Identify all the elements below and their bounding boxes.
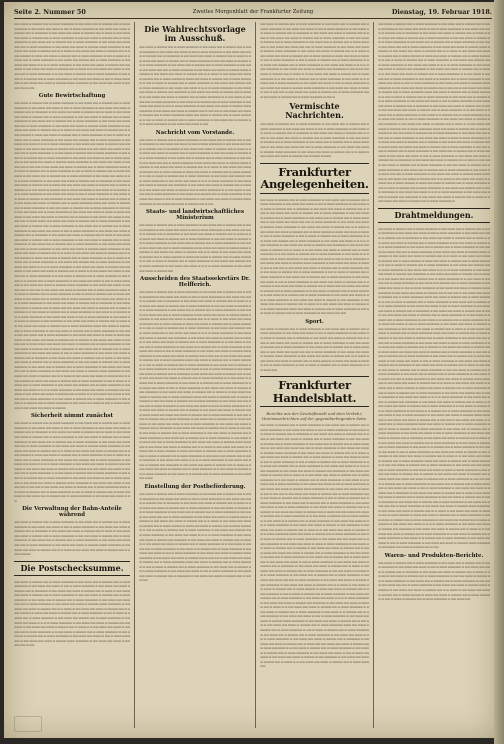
- section-heading: Gute Bewirtschaftung: [38, 93, 106, 100]
- column-rule: [373, 22, 374, 728]
- article-text: ▬▬ ▬▬▬ ▬ ▬▬▬▬ ▬▬ ▬ ▬▬▬ ▬▬▬▬▬ ▬ ▬▬ ▬▬▬ ▬▬ ▬ ▬▬▬▬ ▬▬ ▬ ▬▬▬ ▬▬▬▬▬ ▬ ▬▬ ▬▬▬ ▬▬ ▬▬▬ ▬ ▬▬ ▬ ▬▬▬ ▬▬▬▬▬ ▬ ▬▬ ▬▬▬ ▬▬ ▬▬▬ ▬ ▬▬▬▬ ▬▬ ▬ ▬▬▬▬▬ ▬ ▬▬ ▬▬▬ ▬▬ ▬▬▬ ▬ ▬▬▬▬ ▬▬ ▬ ▬▬▬ ▬ ▬▬ ▬▬▬ ▬▬ ▬▬▬ ▬ ▬▬▬▬ ▬▬ ▬ ▬▬▬ ▬▬▬▬▬ ▬ ▬▬ ▬▬ ▬▬▬ ▬ ▬▬▬▬ ▬▬ ▬ ▬▬▬ ▬▬▬▬▬ ▬ ▬▬ ▬▬▬ ▬▬ ▬ ▬▬▬▬ ▬▬ ▬ ▬▬▬ ▬▬▬▬▬ ▬ ▬▬ ▬▬▬ ▬▬ ▬▬▬ ▬▬ ▬▬ ▬ ▬▬▬ ▬▬▬▬▬ ▬ ▬▬ ▬▬▬ ▬▬ ▬▬▬ ▬ ▬▬▬▬ ▬▬▬ ▬▬▬▬▬ ▬ ▬▬ ▬▬▬ ▬▬ ▬▬▬ ▬ ▬▬▬▬ ▬▬ ▬ ▬ ▬▬▬ ▬ ▬▬ ▬▬▬ ▬▬ ▬▬▬ ▬ ▬▬▬▬ ▬▬ ▬ ▬▬▬ ▬▬▬▬ ▬ ▬▬▬ ▬▬ ▬▬▬ ▬ ▬▬▬▬ ▬▬ ▬ ▬▬▬ ▬▬▬▬▬ ▬ ▬▬ ▬ ▬▬▬ ▬ ▬▬▬▬ ▬▬ ▬ ▬▬▬ ▬▬▬▬▬ ▬ ▬▬ ▬▬▬ ▬▬ ▬▬▬▬ ▬▬ ▬ ▬▬▬ ▬▬▬▬▬ ▬ ▬▬ ▬▬▬ ▬▬ ▬▬▬ ▬ ▬ ▬ ▬ ▬▬▬ ▬▬▬▬▬ ▬ ▬▬ ▬▬▬ ▬▬ ▬▬▬ ▬ ▬▬▬▬ ▬▬ ▬▬▬▬▬ ▬ ▬▬ ▬▬▬ ▬▬ ▬▬▬ ▬ ▬▬▬▬ ▬▬ ▬ ▬▬▬ ▬ ▬ ▬▬ ▬▬▬ ▬▬ ▬▬▬ ▬ ▬▬▬▬ ▬▬ ▬ ▬▬▬ ▬▬▬▬▬ ▬ ▬ ▬▬ ▬▬▬ ▬ ▬▬▬▬ ▬▬ ▬ ▬▬▬ ▬▬▬▬▬ ▬ ▬▬ ▬▬▬ ▬ ▬ ▬▬▬▬ ▬▬ ▬ ▬▬▬ ▬▬▬▬▬ ▬ ▬▬ ▬▬▬ ▬▬ ▬▬▬ ▬ ▬▬ ▬ ▬▬▬ ▬▬▬▬▬ ▬ ▬▬ ▬▬▬ ▬▬ ▬▬▬ ▬ ▬▬▬▬ ▬▬▬ ▬▬▬▬▬ ▬ ▬▬ ▬▬▬ ▬▬ ▬▬▬ ▬ ▬▬▬▬ ▬▬ ▬ ▬▬ ▬▬ ▬ ▬▬ ▬▬▬ ▬▬ ▬▬▬ ▬ ▬▬▬▬ ▬▬ ▬ ▬▬▬ ▬▬▬▬▬ ▬▬▬ ▬▬ ▬▬▬ ▬ ▬▬▬▬ ▬▬ ▬ ▬▬▬ ▬▬▬▬▬ ▬ ▬▬ ▬ ▬▬▬ ▬ ▬▬▬▬ ▬▬ ▬ ▬▬▬ ▬▬▬▬▬ ▬ ▬▬ ▬▬▬ ▬▬ ▬ ▬▬▬▬ ▬▬ ▬ ▬▬▬ ▬▬▬▬▬ ▬ ▬▬ ▬▬▬ ▬▬ ▬▬▬ ▬ ▬▬ ▬ ▬▬▬ ▬▬▬▬▬ ▬ ▬▬ ▬▬▬ ▬▬ ▬▬▬ ▬ ▬▬▬▬ ▬▬ ▬ ▬▬▬▬▬ ▬ ▬▬ ▬▬▬ ▬▬ ▬▬▬ ▬ ▬▬▬▬ ▬▬ ▬ ▬▬▬ ▬▬ ▬▬ ▬▬▬ ▬▬ ▬▬▬ ▬ ▬▬▬▬ ▬▬ ▬ ▬▬▬ ▬▬▬▬▬ ▬ ▬ ▬▬ ▬▬▬ ▬ ▬▬▬▬ ▬▬ ▬ ▬▬▬ ▬▬▬▬▬ ▬ ▬▬ ▬▬▬ ▬ ▬ ▬▬▬▬ ▬▬ ▬ ▬▬▬ ▬▬▬▬▬ ▬ ▬▬ ▬▬▬ ▬▬ ▬▬▬ ▬ ▬▬ ▬ ▬▬▬ ▬▬▬▬▬ ▬ ▬▬ ▬▬▬ ▬▬ ▬▬▬ ▬ ▬▬▬▬ ▬ ▬▬ ▬▬▬▬▬ ▬ ▬▬ ▬▬▬ ▬▬ ▬▬▬ ▬ ▬▬▬▬ ▬▬ ▬ ▬▬▬ ▬ ▬ ▬▬ ▬▬▬ ▬▬ ▬▬▬ ▬ ▬▬▬▬ ▬▬ ▬ ▬▬▬ ▬▬▬▬▬ ▬▬▬ ▬▬ ▬▬▬ ▬ ▬▬▬▬ ▬▬ ▬ ▬▬▬ ▬▬▬▬▬ ▬ ▬▬ ▬▬ ▬▬▬ ▬ ▬▬▬▬ ▬▬ ▬ ▬▬▬ ▬▬▬▬▬ ▬ ▬▬ ▬▬▬ ▬▬ ▬▬ ▬▬▬ ▬▬ ▬ ▬▬▬ ▬▬▬▬▬ ▬ ▬▬ ▬▬▬ ▬▬ ▬▬▬ ▬ ▬▬▬ ▬ ▬▬▬ ▬▬▬▬▬ ▬ ▬▬ ▬▬▬ ▬▬ ▬▬▬ ▬ ▬▬▬▬ ▬▬ ▬ ▬▬▬▬ ▬ ▬▬ ▬▬▬ ▬▬ ▬▬▬ ▬ ▬▬▬▬ ▬▬ ▬ ▬▬▬ ▬▬▬ ▬▬ ▬▬▬ ▬▬ ▬▬▬ ▬ ▬▬▬▬ ▬▬ ▬ ▬▬▬ ▬▬▬▬▬ ▬ ▬▬ ▬▬ ▬▬▬ ▬ ▬▬▬▬ ▬▬ ▬ ▬▬▬ ▬▬▬▬▬ ▬ ▬▬ ▬▬▬ ▬▬ ▬ ▬▬▬▬ ▬▬ ▬ ▬▬▬ ▬▬▬▬▬ ▬ ▬▬ ▬▬▬ ▬▬ ▬▬▬ ▬ ▬▬ ▬ ▬▬▬ ▬▬▬▬▬ ▬ ▬▬ ▬▬▬ ▬▬ ▬▬▬ ▬ ▬▬▬▬ ▬▬ ▬ ▬▬▬▬▬ ▬ ▬▬ ▬▬▬ ▬▬ ▬▬▬ ▬ ▬▬▬▬ ▬▬ ▬ ▬▬▬ ▬ ▬▬ ▬▬▬ ▬▬ ▬▬▬ ▬ ▬▬▬▬ ▬▬ ▬ ▬▬▬ ▬▬▬▬▬ ▬ ▬▬ ▬▬ ▬▬▬ ▬ ▬▬▬▬ ▬▬ ▬ ▬▬▬ ▬▬▬▬▬ ▬ ▬▬ ▬▬▬ ▬▬ ▬ ▬▬▬▬ ▬▬ ▬ ▬▬▬ ▬▬▬▬▬ ▬ ▬▬ ▬▬▬ ▬▬ ▬▬▬ ▬▬ ▬▬ ▬ ▬▬▬ ▬▬▬▬▬ ▬ ▬▬ ▬▬▬ ▬▬ ▬▬▬ ▬ ▬▬▬▬ ▬▬▬ ▬▬▬▬▬ ▬ ▬▬ ▬▬▬ ▬▬ ▬▬▬ ▬ ▬▬▬▬ ▬▬ ▬ ▬ ▬▬▬ ▬ ▬▬ ▬▬▬ ▬▬ ▬▬▬ ▬ ▬▬▬▬ ▬▬ ▬ ▬▬▬ ▬▬▬▬ ▬ ▬▬▬ ▬▬ ▬▬▬ ▬ ▬▬▬▬ ▬▬ ▬ ▬▬▬ ▬▬▬▬▬ ▬ ▬▬ ▬ ▬▬▬ ▬ ▬▬▬▬ ▬▬ ▬ ▬▬▬ ▬▬▬▬▬ ▬ ▬▬ ▬▬▬ ▬▬ ▬▬▬▬ ▬▬ ▬ ▬▬▬ ▬▬▬▬▬ ▬ ▬▬ ▬▬▬ ▬▬ ▬▬▬ ▬ ▬ ▬ ▬ ▬▬▬ ▬▬▬▬▬ ▬ ▬▬ ▬▬▬ ▬▬ ▬▬▬ ▬ ▬▬▬▬ ▬▬ ▬▬▬▬▬ ▬ ▬▬ ▬▬▬ ▬▬ ▬▬▬ ▬ ▬▬▬▬ ▬▬ ▬ ▬▬▬ ▬ ▬ ▬▬ ▬▬▬ ▬▬ ▬▬▬ ▬ ▬▬▬▬ ▬▬ ▬ ▬▬▬ ▬▬▬▬▬ ▬ ▬ ▬▬ ▬▬▬ ▬ ▬▬▬▬ ▬▬ ▬ ▬▬▬ ▬▬▬▬▬ ▬ ▬▬ ▬▬▬ ▬ ▬ ▬▬▬▬ ▬▬ ▬ ▬▬▬ ▬▬▬▬▬ ▬ ▬▬ ▬▬▬ ▬▬ ▬▬▬: [139, 290, 251, 481]
- article-text: ▬▬ ▬▬▬ ▬ ▬▬▬▬ ▬▬ ▬ ▬▬▬ ▬▬▬▬▬ ▬ ▬▬ ▬▬▬ ▬▬ ▬ ▬▬▬▬ ▬▬ ▬ ▬▬▬ ▬▬▬▬▬ ▬ ▬▬ ▬▬▬ ▬▬ ▬▬▬ ▬ ▬▬ ▬ ▬▬▬ ▬▬▬▬▬ ▬ ▬▬ ▬▬▬ ▬▬ ▬▬▬ ▬ ▬▬▬▬ ▬▬ ▬ ▬▬▬▬▬ ▬ ▬▬ ▬▬▬ ▬▬ ▬▬▬ ▬ ▬▬▬▬ ▬▬ ▬ ▬▬▬ ▬ ▬▬ ▬▬▬ ▬▬ ▬▬▬ ▬ ▬▬▬▬ ▬▬ ▬ ▬▬▬ ▬▬▬▬▬ ▬ ▬▬ ▬▬ ▬▬▬ ▬ ▬▬▬▬ ▬▬ ▬ ▬▬▬ ▬▬▬▬▬ ▬ ▬▬ ▬▬▬ ▬▬ ▬ ▬▬▬▬ ▬▬ ▬ ▬▬▬ ▬▬▬▬▬ ▬ ▬▬ ▬▬▬ ▬▬ ▬▬▬ ▬▬ ▬▬ ▬ ▬▬▬ ▬▬▬▬▬ ▬ ▬▬ ▬▬▬ ▬▬ ▬▬▬ ▬ ▬▬▬▬ ▬▬▬ ▬▬▬▬▬ ▬ ▬▬ ▬▬▬ ▬▬ ▬▬▬ ▬ ▬▬▬▬ ▬▬ ▬ ▬ ▬▬▬ ▬ ▬▬ ▬▬▬ ▬▬ ▬▬▬ ▬ ▬▬▬▬ ▬▬ ▬ ▬▬▬ ▬▬▬▬: [14, 520, 130, 557]
- section-heading: Einstellung der Postbeförderung.: [144, 484, 246, 491]
- article-text: ▬▬ ▬▬▬ ▬ ▬▬▬▬ ▬▬ ▬ ▬▬▬ ▬▬▬▬▬ ▬ ▬▬ ▬▬▬ ▬▬ ▬ ▬▬▬▬ ▬▬ ▬ ▬▬▬ ▬▬▬▬▬ ▬ ▬▬ ▬▬▬ ▬▬ ▬▬▬ ▬ ▬▬ ▬ ▬▬▬ ▬▬▬▬▬ ▬ ▬▬ ▬▬▬ ▬▬ ▬▬▬ ▬ ▬▬▬▬ ▬▬ ▬ ▬▬▬▬▬ ▬ ▬▬ ▬▬▬ ▬▬ ▬▬▬ ▬ ▬▬▬▬ ▬▬ ▬ ▬▬▬ ▬ ▬▬ ▬▬▬ ▬▬ ▬▬▬ ▬ ▬▬▬▬ ▬▬ ▬ ▬▬▬ ▬▬▬▬▬ ▬ ▬▬ ▬▬ ▬▬▬ ▬ ▬▬▬▬ ▬▬ ▬ ▬▬▬ ▬▬▬▬▬ ▬ ▬▬ ▬▬▬ ▬▬ ▬ ▬▬▬▬ ▬▬ ▬ ▬▬▬ ▬▬▬▬▬ ▬ ▬▬ ▬▬▬ ▬▬ ▬▬▬ ▬▬ ▬▬ ▬ ▬▬▬ ▬▬▬▬▬ ▬ ▬▬ ▬▬▬ ▬▬ ▬▬▬ ▬ ▬▬▬▬ ▬▬▬ ▬▬▬▬▬ ▬ ▬▬ ▬▬▬ ▬▬ ▬▬▬ ▬ ▬▬▬▬ ▬▬ ▬ ▬ ▬▬▬ ▬ ▬▬ ▬▬▬ ▬▬ ▬▬▬ ▬ ▬▬▬▬ ▬▬ ▬ ▬▬▬ ▬▬▬▬: [260, 122, 369, 159]
- section-subtitle: Berichte aus der Geschäftswelt und dem Verkehr; Vereinsnachrichten auf der gegenüberliegenden Seite.: [261, 411, 368, 422]
- paper-stain: [14, 716, 42, 732]
- article-headline: Drahtmeldungen.: [378, 208, 490, 223]
- article-text: ▬▬ ▬▬▬ ▬ ▬▬▬▬ ▬▬ ▬ ▬▬▬ ▬▬▬▬▬ ▬ ▬▬ ▬▬▬ ▬▬ ▬ ▬▬▬▬ ▬▬ ▬ ▬▬▬ ▬▬▬▬▬ ▬ ▬▬ ▬▬▬ ▬▬ ▬▬▬ ▬ ▬▬ ▬ ▬▬▬ ▬▬▬▬▬ ▬ ▬▬ ▬▬▬ ▬▬ ▬▬▬ ▬ ▬▬▬▬ ▬▬ ▬ ▬▬▬▬▬ ▬ ▬▬ ▬▬▬ ▬▬ ▬▬▬ ▬ ▬▬▬▬ ▬▬ ▬ ▬▬▬ ▬ ▬▬ ▬▬▬ ▬▬ ▬▬▬ ▬ ▬▬▬▬ ▬▬ ▬ ▬▬▬ ▬▬▬▬▬ ▬ ▬▬ ▬▬ ▬▬▬ ▬ ▬▬▬▬ ▬▬ ▬ ▬▬▬ ▬▬▬▬▬ ▬ ▬▬ ▬▬▬ ▬▬ ▬ ▬▬▬▬ ▬▬ ▬ ▬▬▬ ▬▬▬▬▬ ▬ ▬▬ ▬▬▬ ▬▬ ▬▬▬ ▬▬ ▬▬ ▬ ▬▬▬ ▬▬▬▬▬ ▬ ▬▬ ▬▬▬ ▬▬ ▬▬▬ ▬ ▬▬▬▬ ▬▬▬ ▬▬▬▬▬ ▬ ▬▬ ▬▬▬ ▬▬ ▬▬▬ ▬ ▬▬▬▬ ▬▬ ▬ ▬ ▬▬▬ ▬ ▬▬ ▬▬▬ ▬▬ ▬▬▬ ▬ ▬▬▬▬ ▬▬ ▬ ▬▬▬ ▬▬▬▬ ▬ ▬▬▬ ▬▬ ▬▬▬ ▬ ▬▬▬▬ ▬▬ ▬ ▬▬▬ ▬▬▬▬▬ ▬ ▬▬ ▬ ▬▬▬ ▬ ▬▬▬▬ ▬▬ ▬ ▬▬▬ ▬▬▬▬▬ ▬ ▬▬ ▬▬▬ ▬▬ ▬▬▬▬ ▬▬ ▬ ▬▬▬ ▬▬▬▬▬ ▬ ▬▬ ▬▬▬ ▬▬ ▬▬▬ ▬ ▬ ▬ ▬ ▬▬▬ ▬▬▬▬▬ ▬ ▬▬ ▬▬▬ ▬▬ ▬▬▬ ▬ ▬▬▬▬ ▬▬ ▬▬▬▬▬ ▬ ▬▬ ▬▬▬ ▬▬ ▬▬▬ ▬ ▬▬▬▬ ▬▬ ▬ ▬▬▬ ▬ ▬ ▬▬ ▬▬▬ ▬▬ ▬▬▬ ▬ ▬▬▬▬ ▬▬ ▬ ▬▬▬ ▬▬▬▬▬ ▬ ▬ ▬▬ ▬▬▬ ▬ ▬▬▬▬ ▬▬ ▬ ▬▬▬ ▬▬▬▬▬ ▬ ▬▬ ▬▬▬ ▬ ▬ ▬▬▬▬ ▬▬ ▬ ▬▬▬ ▬▬▬▬▬ ▬ ▬▬ ▬▬▬ ▬▬ ▬▬▬ ▬ ▬▬ ▬ ▬▬▬ ▬▬▬▬▬ ▬ ▬▬ ▬▬▬ ▬▬ ▬▬▬ ▬ ▬▬▬▬ ▬▬▬ ▬▬▬▬▬ ▬ ▬▬ ▬▬▬ ▬▬ ▬▬▬ ▬ ▬▬▬▬ ▬▬ ▬ ▬▬ ▬▬ ▬ ▬▬ ▬▬▬ ▬▬ ▬▬▬ ▬ ▬▬▬▬ ▬▬ ▬ ▬▬▬ ▬▬▬▬▬ ▬▬▬ ▬▬ ▬▬▬ ▬ ▬▬▬▬ ▬▬ ▬ ▬▬▬ ▬▬▬▬▬ ▬ ▬▬ ▬ ▬▬▬ ▬ ▬▬▬▬ ▬▬ ▬ ▬▬▬ ▬▬▬▬▬ ▬ ▬▬ ▬▬▬ ▬▬ ▬ ▬▬▬▬ ▬▬ ▬ ▬▬▬ ▬▬▬▬▬ ▬ ▬▬ ▬▬▬ ▬▬ ▬▬▬ ▬ ▬▬ ▬ ▬▬▬ ▬▬▬▬▬ ▬ ▬▬ ▬▬▬ ▬▬ ▬▬▬ ▬ ▬▬▬▬ ▬▬ ▬ ▬▬▬▬▬ ▬ ▬▬ ▬▬▬ ▬▬ ▬▬▬ ▬ ▬▬▬▬ ▬▬ ▬ ▬▬▬ ▬▬ ▬▬ ▬▬▬ ▬▬ ▬▬▬ ▬ ▬▬▬▬ ▬▬ ▬ ▬▬▬ ▬▬▬▬▬ ▬ ▬ ▬▬ ▬▬▬ ▬ ▬▬▬▬ ▬▬ ▬ ▬▬▬ ▬▬▬▬▬ ▬ ▬▬ ▬▬▬ ▬ ▬ ▬▬▬▬ ▬▬ ▬ ▬▬▬ ▬▬▬▬▬ ▬ ▬▬ ▬▬▬ ▬▬ ▬▬▬ ▬ ▬▬ ▬ ▬▬▬ ▬▬▬▬▬ ▬ ▬▬ ▬▬▬ ▬▬ ▬▬▬ ▬ ▬▬▬▬ ▬ ▬▬ ▬▬▬▬▬ ▬ ▬▬ ▬▬▬ ▬▬ ▬▬▬ ▬ ▬▬▬▬ ▬▬ ▬ ▬▬▬ ▬ ▬ ▬▬ ▬▬▬ ▬▬ ▬▬▬ ▬ ▬▬▬▬ ▬▬ ▬ ▬▬▬ ▬▬▬▬▬ ▬▬▬ ▬▬ ▬▬▬ ▬ ▬▬▬▬ ▬▬ ▬ ▬▬▬ ▬▬▬▬▬ ▬ ▬▬ ▬▬ ▬▬▬ ▬ ▬▬▬▬ ▬▬ ▬ ▬▬▬ ▬▬▬▬▬ ▬ ▬▬ ▬▬▬ ▬▬ ▬▬ ▬▬▬ ▬▬ ▬ ▬▬▬ ▬▬▬▬▬ ▬ ▬▬ ▬▬▬ ▬▬ ▬▬▬ ▬ ▬▬▬ ▬ ▬▬▬ ▬▬▬▬▬ ▬ ▬▬ ▬▬▬ ▬▬ ▬▬▬ ▬ ▬▬▬▬ ▬▬ ▬ ▬▬▬▬ ▬ ▬▬ ▬▬▬ ▬▬ ▬▬▬ ▬ ▬▬▬▬ ▬▬ ▬ ▬▬▬ ▬▬▬ ▬▬ ▬▬▬ ▬▬ ▬▬▬ ▬ ▬▬▬▬ ▬▬ ▬ ▬▬▬ ▬▬▬▬▬ ▬ ▬▬ ▬▬ ▬▬▬ ▬ ▬▬▬▬ ▬▬ ▬ ▬▬▬ ▬▬▬▬▬ ▬ ▬▬ ▬▬▬ ▬▬ ▬ ▬▬▬▬ ▬▬ ▬ ▬▬▬ ▬▬▬▬▬ ▬ ▬▬ ▬▬▬ ▬▬ ▬▬▬ ▬ ▬▬ ▬ ▬▬▬ ▬▬▬▬▬ ▬ ▬▬ ▬▬▬ ▬▬ ▬▬▬ ▬ ▬▬▬▬ ▬▬ ▬ ▬▬▬▬▬ ▬ ▬▬ ▬▬▬ ▬▬ ▬▬▬ ▬ ▬▬▬▬ ▬▬ ▬ ▬▬▬ ▬ ▬▬ ▬▬▬ ▬▬ ▬▬▬ ▬ ▬▬▬▬ ▬▬ ▬ ▬▬▬ ▬▬▬▬▬ ▬ ▬▬ ▬▬ ▬▬▬ ▬ ▬▬▬▬ ▬▬ ▬ ▬▬▬ ▬▬▬▬▬ ▬ ▬▬ ▬▬▬ ▬▬ ▬ ▬▬▬▬ ▬▬ ▬ ▬▬▬ ▬▬▬▬▬ ▬ ▬▬ ▬▬▬ ▬▬ ▬▬▬ ▬▬ ▬▬ ▬ ▬▬▬ ▬▬▬▬▬ ▬ ▬▬ ▬▬▬ ▬▬ ▬▬▬ ▬ ▬▬▬▬ ▬▬▬ ▬▬▬▬▬ ▬ ▬▬ ▬▬▬ ▬▬ ▬▬▬ ▬ ▬▬▬▬ ▬▬ ▬ ▬ ▬▬▬ ▬ ▬▬ ▬▬▬ ▬▬ ▬▬▬ ▬ ▬▬▬▬ ▬▬ ▬ ▬▬▬ ▬▬▬▬ ▬ ▬▬▬ ▬▬ ▬▬▬ ▬ ▬▬▬▬ ▬▬ ▬ ▬▬▬ ▬▬▬▬▬ ▬ ▬▬ ▬ ▬▬▬ ▬ ▬▬▬▬ ▬▬ ▬ ▬▬▬ ▬▬▬▬▬ ▬ ▬▬ ▬▬▬ ▬▬ ▬▬▬▬ ▬▬ ▬ ▬▬▬ ▬▬▬▬▬ ▬ ▬▬ ▬▬▬ ▬▬ ▬▬▬ ▬ ▬ ▬ ▬ ▬▬▬ ▬▬▬▬▬ ▬ ▬▬ ▬▬▬ ▬▬ ▬▬▬ ▬ ▬▬▬▬ ▬▬ ▬▬▬▬▬ ▬ ▬▬ ▬▬▬ ▬▬ ▬▬▬ ▬ ▬▬▬▬ ▬▬ ▬ ▬▬▬ ▬ ▬ ▬▬ ▬▬▬ ▬▬ ▬▬▬ ▬ ▬▬▬▬ ▬▬ ▬ ▬▬▬ ▬▬▬▬▬ ▬ ▬ ▬▬ ▬▬▬ ▬ ▬▬▬▬ ▬▬ ▬ ▬▬▬ ▬▬▬▬▬ ▬ ▬▬ ▬▬▬ ▬ ▬ ▬▬▬▬ ▬▬ ▬ ▬▬▬ ▬▬▬▬▬ ▬ ▬▬ ▬▬▬ ▬▬ ▬▬▬ ▬ ▬▬ ▬ ▬▬▬ ▬▬▬▬▬ ▬ ▬▬ ▬▬▬ ▬▬ ▬▬▬ ▬ ▬▬▬▬ ▬▬▬ ▬▬▬▬▬ ▬ ▬▬ ▬▬▬ ▬▬ ▬▬▬ ▬ ▬▬▬▬ ▬▬ ▬ ▬▬ ▬▬ ▬ ▬▬ ▬▬▬ ▬▬ ▬▬▬ ▬ ▬▬▬▬ ▬▬ ▬ ▬▬▬ ▬▬▬▬▬ ▬▬▬ ▬▬ ▬▬▬ ▬ ▬▬▬▬ ▬▬ ▬ ▬▬▬ ▬▬▬▬▬ ▬ ▬▬ ▬ ▬▬▬ ▬ ▬▬▬▬ ▬▬ ▬ ▬▬▬ ▬▬▬▬▬ ▬ ▬▬ ▬▬▬ ▬▬ ▬ ▬▬▬▬ ▬▬ ▬ ▬▬▬ ▬▬▬▬▬ ▬ ▬▬ ▬▬▬ ▬▬ ▬▬▬ ▬ ▬▬ ▬ ▬▬▬ ▬▬▬▬▬ ▬ ▬▬ ▬▬▬ ▬▬ ▬▬▬ ▬ ▬▬▬▬ ▬▬ ▬ ▬▬▬▬▬ ▬ ▬▬ ▬▬▬ ▬▬ ▬▬▬ ▬ ▬▬▬▬ ▬▬ ▬ ▬▬▬ ▬▬ ▬▬ ▬▬▬ ▬▬ ▬▬▬ ▬ ▬▬▬▬ ▬▬ ▬ ▬▬▬ ▬▬▬▬▬ ▬ ▬ ▬▬ ▬▬▬ ▬ ▬▬▬▬ ▬▬ ▬ ▬▬▬ ▬▬▬▬▬ ▬ ▬▬ ▬▬▬ ▬ ▬ ▬▬▬▬ ▬▬ ▬ ▬▬▬ ▬▬▬▬▬ ▬ ▬▬ ▬▬▬ ▬▬ ▬▬▬ ▬ ▬▬ ▬ ▬▬▬ ▬▬▬▬▬ ▬ ▬▬ ▬▬▬ ▬▬ ▬▬▬ ▬ ▬▬▬▬ ▬ ▬▬ ▬▬▬▬▬ ▬ ▬▬ ▬▬▬ ▬▬ ▬▬▬ ▬ ▬▬▬▬ ▬▬ ▬ ▬▬▬ ▬ ▬ ▬▬ ▬▬▬ ▬▬ ▬▬▬ ▬ ▬▬▬▬ ▬▬ ▬ ▬▬▬ ▬▬▬▬▬ ▬▬▬ ▬▬ ▬▬▬ ▬ ▬▬▬▬ ▬▬ ▬ ▬▬▬ ▬▬▬▬▬ ▬ ▬▬ ▬▬ ▬▬▬ ▬ ▬▬▬▬ ▬▬ ▬ ▬▬▬ ▬▬▬▬▬ ▬ ▬▬ ▬▬▬ ▬▬ ▬▬ ▬▬▬ ▬▬ ▬ ▬▬▬ ▬▬▬▬▬ ▬ ▬▬ ▬▬▬ ▬▬ ▬▬▬ ▬ ▬▬▬ ▬ ▬▬▬ ▬▬▬▬▬ ▬ ▬▬ ▬▬▬ ▬▬ ▬▬▬ ▬ ▬▬▬▬ ▬▬ ▬ ▬▬▬▬ ▬ ▬▬ ▬▬▬ ▬▬ ▬▬▬ ▬ ▬▬▬▬ ▬▬ ▬ ▬▬▬ ▬▬▬ ▬▬ ▬▬▬ ▬▬ ▬▬▬ ▬ ▬▬▬▬ ▬▬ ▬ ▬▬▬ ▬▬▬▬▬ ▬ ▬▬ ▬▬ ▬▬▬ ▬ ▬▬▬▬ ▬▬ ▬ ▬▬▬ ▬▬▬▬▬ ▬ ▬▬ ▬▬▬ ▬▬ ▬ ▬▬▬▬ ▬▬ ▬ ▬▬▬ ▬▬▬▬▬ ▬ ▬▬ ▬▬▬ ▬▬ ▬▬▬ ▬ ▬▬ ▬ ▬▬▬ ▬▬▬▬▬ ▬ ▬▬ ▬▬▬ ▬▬ ▬▬▬ ▬ ▬▬▬▬ ▬▬ ▬ ▬▬▬▬▬ ▬ ▬▬ ▬▬▬ ▬▬ ▬▬▬ ▬ ▬▬▬▬ ▬▬ ▬ ▬▬▬ ▬ ▬▬ ▬▬▬ ▬▬ ▬▬▬ ▬ ▬▬▬▬ ▬▬ ▬ ▬▬▬ ▬▬▬▬▬ ▬ ▬▬ ▬▬ ▬▬▬ ▬ ▬▬▬▬ ▬▬ ▬ ▬▬▬ ▬▬▬▬▬ ▬ ▬▬ ▬▬▬ ▬▬ ▬ ▬▬▬▬ ▬▬ ▬ ▬▬▬ ▬▬▬▬▬ ▬ ▬▬ ▬▬▬ ▬▬ ▬▬▬ ▬▬ ▬▬ ▬ ▬▬▬ ▬▬▬▬▬ ▬ ▬▬ ▬▬▬ ▬▬ ▬▬▬ ▬ ▬▬▬▬ ▬▬▬ ▬▬▬▬▬ ▬ ▬▬ ▬▬▬ ▬▬ ▬▬▬ ▬ ▬▬▬▬ ▬▬ ▬ ▬ ▬▬▬ ▬ ▬▬ ▬▬▬ ▬▬ ▬▬▬ ▬ ▬▬▬▬ ▬▬ ▬ ▬▬▬ ▬▬▬▬ ▬ ▬▬▬ ▬▬ ▬▬▬ ▬ ▬▬▬▬ ▬▬ ▬ ▬▬▬ ▬▬▬▬▬ ▬ ▬▬ ▬ ▬▬▬ ▬ ▬▬▬▬ ▬▬ ▬ ▬▬▬ ▬▬▬▬▬ ▬ ▬▬ ▬▬▬ ▬▬ ▬▬▬▬ ▬▬ ▬ ▬▬▬ ▬▬▬▬▬ ▬ ▬▬ ▬▬▬ ▬▬ ▬▬▬ ▬ ▬ ▬ ▬ ▬▬▬ ▬▬▬▬▬ ▬ ▬▬ ▬▬▬ ▬▬ ▬▬▬ ▬ ▬▬▬▬ ▬▬ ▬▬▬▬▬ ▬ ▬▬ ▬▬▬ ▬▬ ▬▬▬ ▬ ▬▬▬▬ ▬▬ ▬ ▬▬▬ ▬ ▬ ▬▬ ▬▬▬ ▬▬ ▬▬▬ ▬ ▬▬▬▬ ▬▬ ▬ ▬▬▬ ▬▬▬▬▬ ▬ ▬ ▬▬ ▬▬▬ ▬ ▬▬▬▬ ▬▬ ▬ ▬▬▬ ▬▬▬▬▬ ▬ ▬▬ ▬▬▬ ▬ ▬ ▬▬▬▬ ▬▬ ▬ ▬▬▬ ▬▬▬▬▬ ▬ ▬▬ ▬▬▬ ▬▬ ▬▬▬ ▬ ▬▬ ▬ ▬▬▬ ▬▬▬▬▬ ▬ ▬▬ ▬▬▬ ▬▬ ▬▬▬ ▬ ▬▬▬▬: [14, 101, 130, 410]
- section-heading: Nachricht vom Vorstande.: [155, 129, 235, 136]
- article-text: ▬▬ ▬▬▬ ▬ ▬▬▬▬ ▬▬ ▬ ▬▬▬ ▬▬▬▬▬ ▬ ▬▬ ▬▬▬ ▬▬ ▬ ▬▬▬▬ ▬▬ ▬ ▬▬▬ ▬▬▬▬▬ ▬ ▬▬ ▬▬▬ ▬▬ ▬▬▬ ▬ ▬▬ ▬ ▬▬▬ ▬▬▬▬▬ ▬ ▬▬ ▬▬▬ ▬▬ ▬▬▬ ▬ ▬▬▬▬ ▬▬ ▬ ▬▬▬▬▬ ▬ ▬▬ ▬▬▬ ▬▬ ▬▬▬ ▬ ▬▬▬▬ ▬▬ ▬ ▬▬▬ ▬ ▬▬ ▬▬▬ ▬▬ ▬▬▬ ▬ ▬▬▬▬ ▬▬ ▬ ▬▬▬ ▬▬▬▬▬ ▬ ▬▬ ▬▬ ▬▬▬ ▬ ▬▬▬▬ ▬▬ ▬ ▬▬▬ ▬▬▬▬▬ ▬ ▬▬ ▬▬▬ ▬▬ ▬ ▬▬▬▬ ▬▬ ▬ ▬▬▬ ▬▬▬▬▬ ▬ ▬▬ ▬▬▬ ▬▬ ▬▬▬ ▬▬ ▬▬ ▬ ▬▬▬ ▬▬▬▬▬ ▬ ▬▬ ▬▬▬ ▬▬ ▬▬▬ ▬ ▬▬▬▬ ▬▬▬ ▬▬▬▬▬ ▬ ▬▬ ▬▬▬ ▬▬ ▬▬▬ ▬ ▬▬▬▬ ▬▬ ▬ ▬ ▬▬▬ ▬ ▬▬ ▬▬▬ ▬▬ ▬▬▬ ▬ ▬▬▬▬ ▬▬ ▬ ▬▬▬ ▬▬▬▬ ▬ ▬▬▬ ▬▬ ▬▬▬ ▬ ▬▬▬▬ ▬▬ ▬ ▬▬▬ ▬▬▬▬▬ ▬ ▬▬ ▬ ▬▬▬ ▬ ▬▬▬▬ ▬▬ ▬ ▬▬▬ ▬▬▬▬▬ ▬ ▬▬ ▬▬▬ ▬▬ ▬▬▬▬ ▬▬ ▬ ▬▬▬ ▬▬▬▬▬ ▬ ▬▬ ▬▬▬ ▬▬ ▬▬▬ ▬ ▬ ▬ ▬ ▬▬▬ ▬▬▬▬▬ ▬ ▬▬ ▬▬▬ ▬▬ ▬▬▬ ▬ ▬▬▬▬ ▬▬ ▬▬▬▬▬ ▬ ▬▬ ▬▬▬ ▬▬ ▬▬▬ ▬ ▬▬▬▬ ▬▬ ▬ ▬▬▬ ▬ ▬ ▬▬ ▬▬▬ ▬▬ ▬▬▬ ▬ ▬▬▬▬ ▬▬ ▬ ▬▬▬ ▬▬▬▬▬ ▬ ▬ ▬▬ ▬▬▬ ▬ ▬▬▬▬ ▬▬ ▬ ▬▬▬ ▬▬▬▬▬ ▬ ▬▬ ▬▬▬ ▬ ▬ ▬▬▬▬ ▬▬ ▬ ▬▬▬ ▬▬▬▬▬ ▬ ▬▬ ▬▬▬ ▬▬ ▬▬▬ ▬ ▬▬ ▬ ▬▬▬ ▬▬▬▬▬ ▬ ▬▬ ▬▬▬ ▬▬ ▬▬▬ ▬ ▬▬▬▬ ▬▬▬ ▬▬▬▬▬ ▬ ▬▬ ▬▬▬ ▬▬ ▬▬▬ ▬ ▬▬▬▬ ▬▬ ▬ ▬▬ ▬▬ ▬ ▬▬ ▬▬▬ ▬▬ ▬▬▬ ▬ ▬▬▬▬ ▬▬ ▬ ▬▬▬ ▬▬▬▬▬ ▬▬▬ ▬▬ ▬▬▬ ▬ ▬▬▬▬ ▬▬ ▬ ▬▬▬ ▬▬▬▬▬ ▬ ▬▬ ▬ ▬▬▬ ▬ ▬▬▬▬ ▬▬ ▬ ▬▬▬ ▬▬▬▬▬ ▬ ▬▬ ▬▬▬ ▬▬ ▬ ▬▬▬▬ ▬▬ ▬ ▬▬▬ ▬▬▬▬▬ ▬ ▬▬ ▬▬▬ ▬▬ ▬▬▬ ▬ ▬▬ ▬ ▬▬▬ ▬▬▬▬▬ ▬ ▬▬ ▬▬▬ ▬▬ ▬▬▬ ▬ ▬▬▬▬ ▬▬ ▬ ▬▬▬▬▬ ▬ ▬▬ ▬▬▬ ▬▬ ▬▬▬ ▬ ▬▬▬▬ ▬▬ ▬ ▬▬▬ ▬▬ ▬▬ ▬▬▬ ▬▬ ▬▬▬ ▬ ▬▬▬▬ ▬▬ ▬ ▬▬▬ ▬▬▬▬▬ ▬ ▬ ▬▬ ▬▬▬ ▬ ▬▬▬▬ ▬▬ ▬ ▬▬▬ ▬▬▬▬▬ ▬ ▬▬ ▬▬▬ ▬ ▬ ▬▬▬▬ ▬▬ ▬ ▬▬▬ ▬▬▬▬▬ ▬ ▬▬ ▬▬▬ ▬▬ ▬▬▬ ▬ ▬▬ ▬ ▬▬▬ ▬▬▬▬▬ ▬ ▬▬ ▬▬▬ ▬▬ ▬▬▬ ▬ ▬▬▬▬ ▬ ▬▬ ▬▬▬▬▬ ▬ ▬▬ ▬▬▬ ▬▬ ▬▬▬ ▬ ▬▬▬▬ ▬▬ ▬ ▬▬▬ ▬ ▬ ▬▬ ▬▬▬ ▬▬ ▬▬▬ ▬ ▬▬▬▬ ▬▬ ▬ ▬▬▬ ▬▬▬▬▬ ▬▬▬ ▬▬ ▬▬▬ ▬ ▬▬▬▬ ▬▬ ▬ ▬▬▬ ▬▬▬▬▬ ▬ ▬▬ ▬▬ ▬▬▬ ▬ ▬▬▬▬ ▬▬ ▬ ▬▬▬ ▬▬▬▬▬ ▬ ▬▬ ▬▬▬ ▬▬ ▬▬: [260, 197, 369, 316]
- article-headline: Frankfurter Handelsblatt.: [260, 376, 369, 407]
- article-text: ▬▬ ▬▬▬ ▬ ▬▬▬▬ ▬▬ ▬ ▬▬▬ ▬▬▬▬▬ ▬ ▬▬ ▬▬▬ ▬▬ ▬ ▬▬▬▬ ▬▬ ▬ ▬▬▬ ▬▬▬▬▬ ▬ ▬▬ ▬▬▬ ▬▬ ▬▬▬ ▬ ▬▬ ▬ ▬▬▬ ▬▬▬▬▬ ▬ ▬▬ ▬▬▬ ▬▬ ▬▬▬ ▬ ▬▬▬▬ ▬▬ ▬ ▬▬▬▬▬ ▬ ▬▬ ▬▬▬ ▬▬ ▬▬▬ ▬ ▬▬▬▬ ▬▬ ▬ ▬▬▬ ▬ ▬▬ ▬▬▬ ▬▬ ▬▬▬ ▬ ▬▬▬▬ ▬▬ ▬ ▬▬▬ ▬▬▬▬▬ ▬ ▬▬ ▬▬ ▬▬▬ ▬ ▬▬▬▬ ▬▬ ▬ ▬▬▬ ▬▬▬▬▬ ▬ ▬▬ ▬▬▬ ▬▬ ▬ ▬▬▬▬ ▬▬ ▬ ▬▬▬ ▬▬▬▬▬ ▬ ▬▬ ▬▬▬ ▬▬ ▬▬▬ ▬▬ ▬▬ ▬ ▬▬▬ ▬▬▬▬▬ ▬ ▬▬ ▬▬▬ ▬▬ ▬▬▬ ▬ ▬▬▬▬ ▬▬▬ ▬▬▬▬▬ ▬ ▬▬ ▬▬▬ ▬▬ ▬▬▬ ▬ ▬▬▬▬ ▬▬ ▬ ▬ ▬▬▬ ▬ ▬▬ ▬▬▬ ▬▬ ▬▬▬ ▬ ▬▬▬▬ ▬▬ ▬ ▬▬▬ ▬▬▬▬ ▬ ▬▬▬ ▬▬ ▬▬▬ ▬ ▬▬▬▬ ▬▬ ▬ ▬▬▬ ▬▬▬▬▬ ▬ ▬▬ ▬ ▬▬▬ ▬ ▬▬▬▬ ▬▬ ▬ ▬▬▬ ▬▬▬▬▬ ▬ ▬▬ ▬▬▬ ▬▬ ▬▬▬▬ ▬▬ ▬ ▬▬▬ ▬▬▬▬▬ ▬ ▬▬ ▬▬▬ ▬▬ ▬▬▬ ▬ ▬ ▬ ▬ ▬▬▬ ▬▬▬▬▬ ▬ ▬▬ ▬▬▬ ▬▬ ▬▬▬ ▬ ▬▬▬▬ ▬▬ ▬▬▬▬▬ ▬ ▬▬ ▬▬▬ ▬▬ ▬▬▬ ▬ ▬▬▬▬ ▬▬ ▬ ▬▬▬ ▬ ▬ ▬▬ ▬▬▬ ▬▬ ▬▬▬ ▬ ▬▬▬▬ ▬▬ ▬ ▬▬▬ ▬▬▬▬▬ ▬ ▬ ▬▬ ▬▬▬ ▬ ▬▬▬▬ ▬▬ ▬ ▬▬▬ ▬▬▬▬▬ ▬ ▬▬ ▬▬▬ ▬ ▬ ▬▬▬▬ ▬▬ ▬ ▬▬▬ ▬▬▬▬▬ ▬ ▬▬ ▬▬▬ ▬▬ ▬▬▬ ▬ ▬▬ ▬ ▬▬▬ ▬▬▬▬▬ ▬ ▬▬ ▬▬▬ ▬▬ ▬▬▬ ▬ ▬▬▬▬ ▬▬▬ ▬▬▬▬▬ ▬ ▬▬ ▬▬▬ ▬▬ ▬▬▬ ▬ ▬▬▬▬ ▬▬ ▬ ▬▬: [14, 579, 130, 648]
- column-1: [14, 22, 130, 728]
- section-heading: Staats- und landwirtschaftliches Ministerium: [145, 209, 245, 222]
- column-4: [378, 22, 490, 728]
- newspaper-title: Zweites Morgenblatt der Frankfurter Zeitung: [192, 8, 314, 15]
- section-heading: Waren- und Produkten-Berichte.: [384, 552, 484, 559]
- column-2: [139, 22, 251, 728]
- column-rule: [255, 22, 256, 728]
- article-headline: Frankfurter Angelegenheiten.: [260, 163, 369, 194]
- binding-edge: [494, 0, 504, 744]
- article-text: ▬▬ ▬▬▬ ▬ ▬▬▬▬ ▬▬ ▬ ▬▬▬ ▬▬▬▬▬ ▬ ▬▬ ▬▬▬ ▬▬ ▬ ▬▬▬▬ ▬▬ ▬ ▬▬▬ ▬▬▬▬▬ ▬ ▬▬ ▬▬▬ ▬▬ ▬▬▬ ▬ ▬▬ ▬ ▬▬▬ ▬▬▬▬▬ ▬ ▬▬ ▬▬▬ ▬▬ ▬▬▬ ▬ ▬▬▬▬ ▬▬ ▬ ▬▬▬▬▬ ▬ ▬▬ ▬▬▬ ▬▬ ▬▬▬ ▬ ▬▬▬▬ ▬▬ ▬ ▬▬▬ ▬ ▬▬ ▬▬▬ ▬▬ ▬▬▬ ▬ ▬▬▬▬ ▬▬ ▬ ▬▬▬ ▬▬▬▬▬ ▬ ▬▬ ▬▬ ▬▬▬ ▬ ▬▬▬▬ ▬▬ ▬ ▬▬▬ ▬▬▬▬▬ ▬ ▬▬ ▬▬▬ ▬▬ ▬ ▬▬▬▬ ▬▬ ▬ ▬▬▬ ▬▬▬▬▬ ▬ ▬▬ ▬▬▬ ▬▬ ▬▬▬ ▬▬ ▬▬ ▬ ▬▬▬ ▬▬▬▬▬ ▬ ▬▬ ▬▬▬ ▬▬ ▬▬▬ ▬ ▬▬▬▬ ▬▬▬ ▬▬▬▬▬ ▬ ▬▬ ▬▬▬ ▬▬ ▬▬▬ ▬ ▬▬▬▬ ▬▬ ▬ ▬ ▬▬▬ ▬ ▬▬ ▬▬▬ ▬▬ ▬▬▬ ▬ ▬▬▬▬ ▬▬ ▬ ▬▬▬ ▬▬▬▬ ▬ ▬▬▬ ▬▬ ▬▬▬ ▬ ▬▬▬▬ ▬▬ ▬ ▬▬▬ ▬▬▬▬▬ ▬ ▬▬ ▬ ▬▬▬ ▬ ▬▬▬▬ ▬▬ ▬ ▬▬▬ ▬▬▬▬▬ ▬ ▬▬ ▬▬▬ ▬▬: [260, 326, 369, 372]
- section-heading: Sicherheit nimmt zunächst: [30, 413, 114, 420]
- section-heading: Ausscheiden des Staatssekretärs Dr. Helfferich.: [140, 276, 250, 289]
- article-text: ▬▬ ▬▬▬ ▬ ▬▬▬▬ ▬▬ ▬ ▬▬▬ ▬▬▬▬▬ ▬ ▬▬ ▬▬▬ ▬▬ ▬ ▬▬▬▬ ▬▬ ▬ ▬▬▬ ▬▬▬▬▬ ▬ ▬▬ ▬▬▬ ▬▬ ▬▬▬ ▬ ▬▬ ▬ ▬▬▬ ▬▬▬▬▬ ▬ ▬▬ ▬▬▬ ▬▬ ▬▬▬ ▬ ▬▬▬▬ ▬▬ ▬ ▬▬▬▬▬ ▬ ▬▬ ▬▬▬ ▬▬ ▬▬▬ ▬ ▬▬▬▬ ▬▬ ▬ ▬▬▬ ▬ ▬▬ ▬▬▬ ▬▬ ▬▬▬ ▬ ▬▬▬▬ ▬▬ ▬ ▬▬▬ ▬▬▬▬▬ ▬ ▬▬ ▬▬ ▬▬▬ ▬ ▬▬▬▬ ▬▬ ▬ ▬▬▬ ▬▬▬▬▬ ▬ ▬▬ ▬▬▬ ▬▬ ▬ ▬▬▬▬ ▬▬ ▬ ▬▬▬ ▬▬▬▬▬ ▬ ▬▬ ▬▬▬ ▬▬ ▬▬▬ ▬▬ ▬▬ ▬ ▬▬▬ ▬▬▬▬▬ ▬ ▬▬ ▬▬▬ ▬▬ ▬▬▬ ▬ ▬▬▬▬ ▬▬▬ ▬▬▬▬▬ ▬ ▬▬ ▬▬▬ ▬▬ ▬▬▬ ▬ ▬▬▬▬ ▬▬ ▬ ▬ ▬▬▬ ▬ ▬▬ ▬▬▬ ▬▬ ▬▬▬ ▬ ▬▬▬▬ ▬▬ ▬ ▬▬▬ ▬▬▬▬ ▬ ▬▬▬ ▬▬ ▬▬▬ ▬ ▬▬▬▬ ▬▬ ▬ ▬▬▬ ▬▬▬▬▬ ▬ ▬▬ ▬ ▬▬▬ ▬ ▬▬▬▬ ▬▬ ▬ ▬▬▬ ▬▬▬▬▬ ▬ ▬▬ ▬▬▬ ▬▬ ▬▬▬▬ ▬▬ ▬ ▬▬▬ ▬▬▬▬▬ ▬ ▬▬ ▬▬▬ ▬▬ ▬▬▬ ▬ ▬ ▬ ▬ ▬▬▬ ▬▬▬▬▬ ▬ ▬▬ ▬▬▬ ▬▬ ▬▬▬ ▬ ▬▬▬▬ ▬▬ ▬▬▬▬▬ ▬ ▬▬ ▬▬▬ ▬▬ ▬▬▬ ▬ ▬▬▬▬ ▬▬ ▬ ▬▬▬ ▬ ▬ ▬▬ ▬▬▬ ▬▬ ▬▬▬ ▬ ▬▬▬▬ ▬▬ ▬ ▬▬▬ ▬▬▬▬▬ ▬ ▬ ▬▬ ▬▬▬ ▬ ▬▬▬▬ ▬▬ ▬ ▬▬▬ ▬▬▬▬▬ ▬ ▬▬ ▬▬▬ ▬ ▬ ▬▬▬▬ ▬▬ ▬ ▬▬▬ ▬▬▬▬▬ ▬ ▬▬ ▬▬▬ ▬▬ ▬▬▬ ▬ ▬▬ ▬ ▬▬▬ ▬▬▬▬▬ ▬ ▬▬ ▬▬▬ ▬▬ ▬▬▬ ▬ ▬▬▬▬ ▬▬▬ ▬▬▬▬▬ ▬ ▬▬ ▬▬▬ ▬▬ ▬▬▬ ▬ ▬▬▬▬ ▬▬ ▬ ▬▬: [14, 22, 130, 90]
- section-heading: Sport.: [305, 318, 324, 325]
- column-3: [260, 22, 369, 728]
- column-rule: [134, 22, 135, 728]
- article-text: ▬▬ ▬▬▬ ▬ ▬▬▬▬ ▬▬ ▬ ▬▬▬ ▬▬▬▬▬ ▬ ▬▬ ▬▬▬ ▬▬ ▬ ▬▬▬▬ ▬▬ ▬ ▬▬▬ ▬▬▬▬▬ ▬ ▬▬ ▬▬▬ ▬▬ ▬▬▬ ▬ ▬▬ ▬ ▬▬▬ ▬▬▬▬▬ ▬ ▬▬ ▬▬▬ ▬▬ ▬▬▬ ▬ ▬▬▬▬ ▬▬ ▬ ▬▬▬▬▬ ▬ ▬▬ ▬▬▬ ▬▬ ▬▬▬ ▬ ▬▬▬▬ ▬▬ ▬ ▬▬▬ ▬ ▬▬ ▬▬▬ ▬▬ ▬▬▬ ▬ ▬▬▬▬ ▬▬ ▬ ▬▬▬ ▬▬▬▬▬ ▬ ▬▬ ▬▬ ▬▬▬ ▬ ▬▬▬▬ ▬▬ ▬ ▬▬▬ ▬▬▬▬▬ ▬ ▬▬ ▬▬▬ ▬▬ ▬ ▬▬▬▬ ▬▬ ▬ ▬▬▬ ▬▬▬▬▬ ▬ ▬▬ ▬▬▬ ▬▬ ▬▬▬ ▬▬ ▬▬ ▬ ▬▬▬ ▬▬▬▬▬ ▬ ▬▬ ▬▬▬ ▬▬ ▬▬▬ ▬ ▬▬▬▬ ▬▬▬ ▬▬▬▬▬ ▬ ▬▬ ▬▬▬ ▬▬ ▬▬▬ ▬ ▬▬▬▬ ▬▬ ▬ ▬ ▬▬▬ ▬ ▬▬ ▬▬▬ ▬▬ ▬▬▬ ▬ ▬▬▬▬ ▬▬ ▬ ▬▬▬ ▬▬▬▬ ▬ ▬▬▬ ▬▬ ▬▬▬ ▬ ▬▬▬▬ ▬▬ ▬ ▬▬▬ ▬▬▬▬▬ ▬ ▬▬ ▬ ▬▬▬ ▬ ▬▬▬▬ ▬▬ ▬ ▬▬▬ ▬▬▬▬▬ ▬ ▬▬ ▬▬▬ ▬▬ ▬▬▬▬ ▬▬ ▬ ▬▬▬ ▬▬▬▬▬ ▬ ▬▬ ▬▬▬ ▬▬ ▬▬▬ ▬ ▬ ▬ ▬ ▬▬▬ ▬▬▬▬▬ ▬ ▬▬ ▬▬▬ ▬▬ ▬▬▬ ▬ ▬▬▬▬ ▬▬ ▬▬▬▬▬ ▬ ▬▬ ▬▬▬ ▬▬ ▬▬▬ ▬ ▬▬▬▬ ▬▬ ▬ ▬▬▬ ▬ ▬ ▬▬ ▬▬▬ ▬▬ ▬▬▬ ▬ ▬▬▬▬ ▬▬ ▬ ▬▬▬ ▬▬▬▬▬ ▬ ▬ ▬▬ ▬▬▬ ▬ ▬▬▬▬ ▬▬ ▬ ▬▬▬ ▬▬▬▬▬ ▬ ▬▬ ▬▬▬ ▬ ▬ ▬▬▬▬ ▬▬ ▬ ▬▬▬ ▬▬▬▬▬ ▬ ▬▬ ▬▬▬ ▬▬ ▬▬▬ ▬ ▬▬ ▬ ▬▬▬ ▬▬▬▬▬ ▬ ▬▬ ▬▬▬ ▬▬ ▬▬▬ ▬ ▬▬▬▬ ▬▬▬ ▬▬▬▬▬ ▬ ▬▬ ▬▬▬ ▬▬ ▬▬▬ ▬ ▬▬▬▬ ▬▬ ▬ ▬▬ ▬▬ ▬ ▬▬ ▬▬▬ ▬▬ ▬▬▬ ▬ ▬▬▬▬ ▬▬ ▬ ▬▬▬ ▬▬▬▬▬ ▬▬▬ ▬▬ ▬▬▬ ▬ ▬▬▬▬ ▬▬ ▬ ▬▬▬ ▬▬▬▬▬ ▬ ▬▬ ▬ ▬▬▬ ▬ ▬▬▬▬ ▬▬ ▬ ▬▬▬ ▬▬▬▬▬ ▬ ▬▬ ▬▬▬ ▬▬ ▬ ▬▬▬▬ ▬▬ ▬ ▬▬▬ ▬▬▬▬▬ ▬ ▬▬ ▬▬▬ ▬▬ ▬▬▬ ▬ ▬▬: [139, 45, 251, 127]
- issue-date: Dienstag, 19. Februar 1918.: [391, 8, 492, 16]
- article-text: ▬▬ ▬▬▬ ▬ ▬▬▬▬ ▬▬ ▬ ▬▬▬ ▬▬▬▬▬ ▬ ▬▬ ▬▬▬ ▬▬ ▬ ▬▬▬▬ ▬▬ ▬ ▬▬▬ ▬▬▬▬▬ ▬ ▬▬ ▬▬▬ ▬▬ ▬▬▬ ▬ ▬▬ ▬ ▬▬▬ ▬▬▬▬▬ ▬ ▬▬ ▬▬▬ ▬▬ ▬▬▬ ▬ ▬▬▬▬ ▬▬ ▬ ▬▬▬▬▬ ▬ ▬▬ ▬▬▬ ▬▬ ▬▬▬ ▬ ▬▬▬▬ ▬▬ ▬ ▬▬▬ ▬ ▬▬ ▬▬▬ ▬▬ ▬▬▬ ▬ ▬▬▬▬ ▬▬ ▬ ▬▬▬ ▬▬▬▬▬ ▬ ▬▬ ▬▬ ▬▬▬ ▬ ▬▬▬▬ ▬▬ ▬ ▬▬▬ ▬▬▬▬▬ ▬ ▬▬ ▬▬▬ ▬▬ ▬ ▬▬▬▬ ▬▬ ▬ ▬▬▬ ▬▬▬▬▬ ▬ ▬▬ ▬▬▬ ▬▬ ▬▬▬ ▬▬ ▬▬ ▬ ▬▬▬ ▬▬▬▬▬ ▬ ▬▬ ▬▬▬ ▬▬ ▬▬▬ ▬ ▬▬▬▬ ▬▬▬ ▬▬▬▬▬ ▬ ▬▬ ▬▬▬ ▬▬ ▬▬▬ ▬ ▬▬▬▬ ▬▬ ▬ ▬ ▬▬▬ ▬ ▬▬ ▬▬▬ ▬▬ ▬▬▬ ▬ ▬▬▬▬ ▬▬ ▬ ▬▬▬ ▬▬▬▬ ▬ ▬▬▬ ▬▬ ▬▬▬ ▬ ▬▬▬▬ ▬▬ ▬ ▬▬▬ ▬▬▬▬▬ ▬ ▬▬ ▬ ▬▬▬ ▬ ▬▬▬▬ ▬▬ ▬ ▬▬▬ ▬▬▬▬▬ ▬ ▬▬ ▬▬▬ ▬▬ ▬▬▬▬ ▬▬ ▬ ▬▬▬ ▬▬▬▬▬ ▬ ▬▬ ▬▬▬ ▬▬ ▬▬▬ ▬ ▬ ▬ ▬ ▬▬▬ ▬▬▬▬▬ ▬ ▬▬ ▬▬▬ ▬▬ ▬▬▬ ▬ ▬▬▬▬ ▬▬: [139, 223, 251, 273]
- article-text: ▬▬ ▬▬▬ ▬ ▬▬▬▬ ▬▬ ▬ ▬▬▬ ▬▬▬▬▬ ▬ ▬▬ ▬▬▬ ▬▬ ▬ ▬▬▬▬ ▬▬ ▬ ▬▬▬ ▬▬▬▬▬ ▬ ▬▬ ▬▬▬ ▬▬ ▬▬▬ ▬ ▬▬ ▬ ▬▬▬ ▬▬▬▬▬ ▬ ▬▬ ▬▬▬ ▬▬ ▬▬▬ ▬ ▬▬▬▬ ▬▬ ▬ ▬▬▬▬▬ ▬ ▬▬ ▬▬▬ ▬▬ ▬▬▬ ▬ ▬▬▬▬ ▬▬ ▬ ▬▬▬ ▬ ▬▬ ▬▬▬ ▬▬ ▬▬▬ ▬ ▬▬▬▬ ▬▬ ▬ ▬▬▬ ▬▬▬▬▬ ▬ ▬▬ ▬▬ ▬▬▬ ▬ ▬▬▬▬ ▬▬ ▬ ▬▬▬ ▬▬▬▬▬ ▬ ▬▬ ▬▬▬ ▬▬ ▬ ▬▬▬▬ ▬▬ ▬ ▬▬▬ ▬▬▬▬▬ ▬ ▬▬ ▬▬▬ ▬▬ ▬▬▬ ▬▬ ▬▬ ▬ ▬▬▬ ▬▬▬▬▬ ▬ ▬▬ ▬▬▬ ▬▬ ▬▬▬ ▬ ▬▬▬▬ ▬▬▬ ▬▬▬▬▬ ▬ ▬▬ ▬▬▬ ▬▬ ▬▬▬ ▬ ▬▬▬▬ ▬▬ ▬ ▬ ▬▬▬ ▬ ▬▬ ▬▬▬ ▬▬ ▬▬▬ ▬ ▬▬▬▬ ▬▬ ▬ ▬▬▬ ▬▬▬▬ ▬ ▬▬▬ ▬▬ ▬▬▬ ▬ ▬▬▬▬ ▬▬ ▬ ▬▬▬ ▬▬▬▬▬ ▬ ▬▬ ▬ ▬▬▬ ▬ ▬▬▬▬ ▬▬ ▬ ▬▬▬ ▬▬▬▬▬ ▬ ▬▬ ▬▬▬ ▬▬ ▬▬▬▬ ▬▬ ▬ ▬▬▬ ▬▬▬▬▬ ▬ ▬▬ ▬▬▬ ▬▬ ▬▬▬ ▬ ▬ ▬ ▬ ▬▬▬ ▬▬▬▬▬ ▬ ▬▬ ▬▬▬ ▬▬ ▬▬▬ ▬ ▬▬▬▬ ▬▬ ▬▬▬▬▬ ▬ ▬▬ ▬▬▬ ▬▬ ▬▬▬ ▬ ▬▬▬▬ ▬▬ ▬ ▬▬▬ ▬ ▬ ▬▬ ▬▬▬ ▬▬ ▬▬▬ ▬ ▬▬▬▬ ▬▬ ▬ ▬▬▬ ▬▬▬▬▬ ▬ ▬ ▬▬ ▬▬▬ ▬ ▬▬▬▬ ▬▬ ▬ ▬▬▬ ▬▬▬▬▬ ▬ ▬▬ ▬▬▬ ▬ ▬ ▬▬▬▬ ▬▬ ▬ ▬▬▬ ▬▬▬▬▬ ▬ ▬▬ ▬▬▬ ▬▬ ▬▬▬ ▬ ▬▬ ▬ ▬▬▬ ▬▬▬▬▬ ▬ ▬▬ ▬▬▬ ▬▬ ▬▬▬ ▬ ▬▬▬▬ ▬▬▬ ▬▬▬▬▬ ▬ ▬▬ ▬▬▬ ▬▬ ▬▬▬ ▬ ▬▬▬▬ ▬▬ ▬ ▬▬ ▬▬ ▬ ▬▬ ▬▬▬ ▬▬ ▬▬▬ ▬ ▬▬▬▬ ▬▬ ▬ ▬▬▬ ▬▬▬▬▬ ▬▬▬ ▬▬ ▬▬▬ ▬ ▬▬▬▬ ▬▬ ▬ ▬▬▬ ▬▬▬▬▬ ▬ ▬▬ ▬ ▬▬▬ ▬ ▬▬▬▬ ▬▬ ▬ ▬▬▬ ▬▬▬▬▬ ▬ ▬▬ ▬▬▬ ▬▬ ▬ ▬▬▬▬ ▬▬ ▬ ▬▬▬ ▬▬▬▬▬ ▬ ▬▬ ▬▬▬ ▬▬ ▬▬▬ ▬ ▬▬ ▬ ▬▬▬ ▬▬▬▬▬ ▬ ▬▬ ▬▬▬ ▬▬ ▬▬▬ ▬ ▬▬▬▬ ▬▬ ▬ ▬▬▬▬▬ ▬ ▬▬ ▬▬▬ ▬▬ ▬▬▬ ▬ ▬▬▬▬ ▬▬ ▬ ▬▬▬ ▬▬ ▬▬ ▬▬▬ ▬▬ ▬▬▬ ▬ ▬▬▬▬ ▬▬ ▬ ▬▬▬ ▬▬▬▬▬ ▬ ▬ ▬▬ ▬▬▬ ▬ ▬▬▬▬ ▬▬ ▬ ▬▬▬ ▬▬▬▬▬ ▬ ▬▬ ▬▬▬ ▬ ▬ ▬▬▬▬ ▬▬ ▬ ▬▬▬ ▬▬▬▬▬ ▬ ▬▬ ▬▬▬ ▬▬ ▬▬▬ ▬ ▬▬ ▬ ▬▬▬ ▬▬▬▬▬ ▬ ▬▬ ▬▬▬ ▬▬ ▬▬▬ ▬ ▬▬▬▬ ▬ ▬▬ ▬▬▬▬▬ ▬ ▬▬ ▬▬▬ ▬▬ ▬▬▬ ▬ ▬▬▬▬ ▬▬ ▬ ▬▬▬ ▬ ▬ ▬▬ ▬▬▬ ▬▬ ▬▬▬ ▬ ▬▬▬▬ ▬▬ ▬ ▬▬▬ ▬▬▬▬▬ ▬▬▬ ▬▬ ▬▬▬ ▬ ▬▬▬▬ ▬▬ ▬ ▬▬▬ ▬▬▬▬▬ ▬ ▬▬ ▬▬ ▬▬▬ ▬ ▬▬▬▬ ▬▬ ▬ ▬▬▬ ▬▬▬▬▬ ▬ ▬▬ ▬▬▬ ▬▬ ▬▬ ▬▬▬ ▬▬ ▬ ▬▬▬ ▬▬▬▬▬ ▬ ▬▬ ▬▬▬ ▬▬ ▬▬▬ ▬ ▬▬▬ ▬ ▬▬▬ ▬▬▬▬▬ ▬ ▬▬ ▬▬▬ ▬▬ ▬▬▬ ▬ ▬▬▬▬ ▬▬ ▬ ▬▬▬▬ ▬ ▬▬ ▬▬▬ ▬▬ ▬▬▬ ▬ ▬▬▬▬ ▬▬ ▬ ▬▬▬ ▬▬▬ ▬▬ ▬▬▬ ▬▬ ▬▬▬ ▬ ▬▬▬▬ ▬▬ ▬ ▬▬▬ ▬▬▬▬▬ ▬ ▬▬ ▬▬ ▬▬▬ ▬ ▬▬▬▬ ▬▬ ▬ ▬▬▬ ▬▬▬▬▬ ▬ ▬▬ ▬▬▬ ▬▬ ▬ ▬▬▬▬ ▬▬ ▬ ▬▬▬ ▬▬▬▬▬ ▬ ▬▬ ▬▬▬ ▬▬ ▬▬▬ ▬ ▬▬ ▬ ▬▬▬ ▬▬▬▬▬ ▬ ▬▬ ▬▬▬ ▬▬ ▬▬▬ ▬ ▬▬▬▬ ▬▬ ▬ ▬▬▬▬▬ ▬ ▬▬ ▬▬▬ ▬▬ ▬▬▬ ▬ ▬▬▬▬ ▬▬ ▬ ▬▬▬ ▬ ▬▬ ▬▬▬ ▬▬ ▬▬▬ ▬ ▬▬▬▬ ▬▬ ▬ ▬▬▬ ▬▬▬▬▬ ▬ ▬▬ ▬▬ ▬▬▬ ▬ ▬▬▬▬ ▬▬ ▬ ▬▬▬ ▬▬▬▬▬ ▬ ▬▬ ▬▬▬ ▬▬ ▬ ▬▬▬▬ ▬▬ ▬ ▬▬▬ ▬▬▬▬▬ ▬ ▬▬ ▬▬▬ ▬▬ ▬▬▬ ▬▬ ▬▬ ▬ ▬▬▬ ▬▬▬▬▬ ▬ ▬▬ ▬▬▬ ▬▬ ▬▬▬ ▬ ▬▬▬▬ ▬▬▬ ▬▬▬▬▬ ▬ ▬▬ ▬▬▬ ▬▬ ▬▬▬ ▬ ▬▬▬▬ ▬▬ ▬ ▬ ▬▬▬ ▬ ▬▬ ▬▬▬ ▬▬ ▬▬▬ ▬ ▬▬▬▬ ▬▬ ▬ ▬▬▬ ▬▬▬▬ ▬ ▬▬▬ ▬▬ ▬▬▬ ▬ ▬▬▬▬ ▬▬ ▬ ▬▬▬ ▬▬▬▬▬ ▬ ▬▬ ▬ ▬▬▬ ▬ ▬▬▬▬ ▬▬ ▬ ▬▬▬ ▬▬▬▬▬ ▬ ▬▬ ▬▬▬ ▬▬ ▬▬▬▬ ▬▬ ▬ ▬▬▬ ▬▬▬▬▬ ▬ ▬▬ ▬▬▬ ▬▬ ▬▬▬ ▬ ▬ ▬ ▬ ▬▬▬ ▬▬▬▬▬ ▬ ▬▬ ▬▬▬ ▬▬ ▬▬▬ ▬ ▬▬▬▬ ▬▬ ▬▬▬▬▬ ▬ ▬▬ ▬▬▬ ▬▬ ▬▬▬ ▬ ▬▬▬▬ ▬▬ ▬ ▬▬▬ ▬ ▬ ▬▬ ▬▬▬ ▬▬ ▬▬▬ ▬ ▬▬▬▬ ▬▬ ▬ ▬▬▬ ▬▬▬▬▬ ▬ ▬ ▬▬ ▬▬▬ ▬ ▬▬▬▬ ▬▬ ▬ ▬▬▬ ▬▬▬▬▬ ▬ ▬▬ ▬▬▬ ▬ ▬ ▬▬▬▬ ▬▬ ▬ ▬▬▬ ▬▬▬▬▬ ▬ ▬▬ ▬▬▬ ▬▬ ▬▬▬ ▬ ▬▬ ▬ ▬▬▬ ▬▬▬▬▬ ▬ ▬▬ ▬▬▬ ▬▬ ▬▬▬ ▬ ▬▬▬▬ ▬▬▬ ▬▬▬▬▬ ▬ ▬▬ ▬▬▬ ▬▬ ▬▬▬ ▬ ▬▬▬▬ ▬▬ ▬ ▬▬ ▬▬ ▬ ▬▬ ▬▬▬ ▬▬ ▬▬▬ ▬ ▬▬▬▬ ▬▬ ▬ ▬▬▬ ▬▬▬▬▬ ▬▬▬ ▬▬ ▬▬▬ ▬ ▬▬▬▬ ▬▬ ▬ ▬▬▬ ▬▬▬▬▬ ▬ ▬▬ ▬ ▬▬▬ ▬ ▬▬▬▬ ▬▬ ▬ ▬▬▬ ▬▬▬▬▬ ▬ ▬▬ ▬▬▬ ▬▬ ▬ ▬▬▬▬ ▬▬ ▬ ▬▬▬ ▬▬▬▬▬ ▬ ▬▬ ▬▬▬ ▬▬ ▬▬▬ ▬ ▬▬ ▬ ▬▬▬ ▬▬▬▬▬ ▬ ▬▬ ▬▬▬ ▬▬ ▬▬▬ ▬ ▬▬▬▬ ▬▬ ▬ ▬▬▬▬▬ ▬ ▬▬ ▬▬▬ ▬▬ ▬▬▬ ▬ ▬▬▬▬ ▬▬ ▬ ▬▬▬ ▬▬ ▬▬ ▬▬▬ ▬▬ ▬▬▬ ▬ ▬▬▬▬ ▬▬ ▬ ▬▬▬ ▬▬▬▬▬ ▬ ▬ ▬▬ ▬▬▬ ▬ ▬▬▬▬ ▬▬ ▬ ▬▬▬ ▬▬▬▬▬ ▬ ▬▬ ▬▬▬ ▬ ▬ ▬▬▬▬ ▬▬ ▬ ▬▬▬ ▬▬▬▬▬ ▬ ▬▬ ▬▬▬ ▬▬ ▬▬▬ ▬ ▬▬ ▬ ▬▬▬ ▬▬▬▬▬ ▬ ▬▬ ▬▬▬ ▬▬ ▬▬▬ ▬ ▬▬▬▬ ▬ ▬▬ ▬▬▬▬▬ ▬ ▬▬ ▬▬▬ ▬▬ ▬▬▬ ▬ ▬▬▬▬ ▬▬ ▬ ▬▬▬ ▬ ▬ ▬▬ ▬▬▬ ▬▬ ▬▬▬ ▬ ▬▬▬▬ ▬▬ ▬ ▬▬▬ ▬▬▬▬▬ ▬▬▬ ▬▬ ▬▬▬ ▬ ▬▬▬▬ ▬▬ ▬ ▬▬▬ ▬▬▬▬▬ ▬ ▬▬ ▬▬ ▬▬▬ ▬ ▬▬▬▬ ▬▬ ▬ ▬▬▬ ▬▬▬▬▬ ▬ ▬▬ ▬▬▬ ▬▬ ▬▬ ▬▬▬ ▬▬ ▬ ▬▬▬ ▬▬▬▬▬ ▬ ▬▬ ▬▬▬ ▬▬ ▬▬▬ ▬ ▬▬▬ ▬ ▬▬▬ ▬▬▬▬▬ ▬ ▬▬ ▬▬▬ ▬▬ ▬▬▬ ▬ ▬▬▬▬ ▬▬ ▬ ▬▬▬▬ ▬ ▬▬ ▬▬▬ ▬▬ ▬▬▬ ▬ ▬▬▬▬ ▬▬ ▬ ▬▬▬ ▬▬▬ ▬▬ ▬▬▬ ▬▬ ▬▬▬ ▬ ▬▬▬▬ ▬▬ ▬ ▬▬▬ ▬▬▬▬▬ ▬ ▬▬ ▬▬ ▬▬▬ ▬ ▬▬▬▬ ▬▬ ▬ ▬▬▬ ▬▬▬▬▬ ▬ ▬▬ ▬▬▬ ▬▬ ▬ ▬▬▬▬ ▬▬ ▬ ▬▬▬ ▬▬▬▬▬ ▬ ▬▬ ▬▬▬ ▬▬ ▬▬▬ ▬ ▬▬ ▬ ▬▬▬ ▬▬▬▬▬ ▬ ▬▬ ▬▬▬ ▬▬ ▬▬▬ ▬ ▬▬▬▬ ▬▬ ▬ ▬▬▬▬▬ ▬ ▬▬ ▬▬▬ ▬▬ ▬▬▬ ▬ ▬▬▬▬ ▬▬ ▬ ▬▬▬ ▬ ▬▬ ▬▬▬ ▬▬ ▬▬▬ ▬ ▬▬▬▬ ▬▬ ▬ ▬▬▬ ▬▬▬▬▬ ▬ ▬▬ ▬▬ ▬▬▬ ▬ ▬▬▬▬ ▬▬ ▬ ▬▬▬ ▬▬▬▬▬ ▬ ▬▬ ▬▬▬ ▬▬ ▬ ▬▬▬▬ ▬▬ ▬ ▬▬▬ ▬▬▬▬▬ ▬ ▬▬ ▬▬▬ ▬▬ ▬▬▬ ▬▬ ▬▬ ▬ ▬▬▬ ▬▬▬▬▬ ▬ ▬▬ ▬▬▬ ▬▬ ▬▬▬ ▬ ▬▬▬▬ ▬▬▬ ▬▬▬▬▬ ▬ ▬▬ ▬▬▬ ▬▬ ▬▬▬ ▬ ▬▬▬▬ ▬▬ ▬ ▬ ▬▬▬ ▬ ▬▬ ▬▬▬ ▬▬ ▬▬▬ ▬ ▬▬▬▬ ▬▬ ▬ ▬▬▬ ▬▬▬▬ ▬ ▬▬▬ ▬▬ ▬▬▬ ▬ ▬▬▬▬ ▬▬ ▬ ▬▬▬ ▬▬▬▬▬ ▬ ▬▬ ▬ ▬▬▬ ▬ ▬▬▬▬ ▬▬ ▬ ▬▬▬ ▬▬▬▬▬ ▬ ▬▬ ▬▬▬ ▬▬ ▬▬▬▬ ▬▬ ▬ ▬▬▬ ▬▬▬▬▬ ▬ ▬▬ ▬▬▬ ▬▬ ▬▬▬ ▬ ▬ ▬ ▬ ▬▬▬ ▬▬▬▬▬ ▬ ▬▬ ▬▬▬ ▬▬ ▬▬▬ ▬ ▬▬▬▬ ▬▬ ▬▬▬▬▬ ▬ ▬▬ ▬▬▬ ▬▬ ▬▬▬ ▬ ▬▬▬▬ ▬▬ ▬ ▬▬▬ ▬ ▬ ▬▬ ▬▬▬ ▬▬ ▬▬▬ ▬ ▬▬▬▬ ▬▬ ▬ ▬▬▬ ▬▬▬▬▬ ▬ ▬ ▬▬ ▬▬▬ ▬ ▬▬▬▬ ▬▬ ▬ ▬▬▬ ▬▬▬▬▬ ▬ ▬▬ ▬▬▬ ▬ ▬ ▬▬▬▬ ▬▬ ▬ ▬▬▬ ▬▬▬▬▬ ▬ ▬▬ ▬▬▬ ▬▬ ▬▬▬ ▬ ▬▬ ▬ ▬▬▬ ▬▬▬▬▬ ▬ ▬▬ ▬▬▬ ▬▬ ▬▬▬ ▬ ▬▬▬▬ ▬▬▬ ▬▬▬▬▬ ▬ ▬▬ ▬▬▬ ▬▬ ▬▬▬ ▬ ▬▬▬▬ ▬▬ ▬ ▬▬: [378, 226, 490, 550]
- article-text: ▬▬ ▬▬▬ ▬ ▬▬▬▬ ▬▬ ▬ ▬▬▬ ▬▬▬▬▬ ▬ ▬▬ ▬▬▬ ▬▬ ▬ ▬▬▬▬ ▬▬ ▬ ▬▬▬ ▬▬▬▬▬ ▬ ▬▬ ▬▬▬ ▬▬ ▬▬▬ ▬ ▬▬ ▬ ▬▬▬ ▬▬▬▬▬ ▬ ▬▬ ▬▬▬ ▬▬ ▬▬▬ ▬ ▬▬▬▬ ▬▬ ▬ ▬▬▬▬▬ ▬ ▬▬ ▬▬▬ ▬▬ ▬▬▬ ▬ ▬▬▬▬ ▬▬ ▬ ▬▬▬ ▬ ▬▬ ▬▬▬ ▬▬ ▬▬▬ ▬ ▬▬▬▬ ▬▬ ▬ ▬▬▬ ▬▬▬▬▬ ▬ ▬▬ ▬▬ ▬▬▬ ▬ ▬▬▬▬ ▬▬ ▬ ▬▬▬ ▬▬▬▬▬ ▬ ▬▬ ▬▬▬ ▬▬ ▬ ▬▬▬▬ ▬▬ ▬ ▬▬▬ ▬▬▬▬▬ ▬ ▬▬ ▬▬▬ ▬▬ ▬▬▬ ▬▬ ▬▬ ▬ ▬▬▬ ▬▬▬▬▬ ▬ ▬▬ ▬▬▬ ▬▬ ▬▬▬ ▬ ▬▬▬▬ ▬▬▬ ▬▬▬▬▬ ▬ ▬▬ ▬▬▬ ▬▬ ▬▬▬ ▬ ▬▬▬▬ ▬▬ ▬ ▬ ▬▬▬ ▬ ▬▬ ▬▬▬ ▬▬ ▬▬▬ ▬ ▬▬▬▬ ▬▬ ▬ ▬▬▬ ▬▬▬▬ ▬ ▬▬▬ ▬▬ ▬▬▬ ▬ ▬▬▬▬ ▬▬ ▬ ▬▬▬ ▬▬▬▬▬ ▬ ▬▬ ▬ ▬▬▬ ▬ ▬▬▬▬ ▬▬ ▬ ▬▬▬ ▬▬▬▬▬ ▬ ▬▬ ▬▬▬ ▬▬ ▬▬▬▬ ▬▬ ▬ ▬▬▬ ▬▬▬▬▬ ▬ ▬▬ ▬▬▬ ▬▬ ▬▬▬ ▬ ▬ ▬ ▬ ▬▬▬ ▬▬▬▬▬ ▬ ▬▬ ▬▬▬ ▬▬ ▬▬▬ ▬ ▬▬▬▬ ▬▬ ▬▬▬▬▬ ▬ ▬▬ ▬▬▬ ▬▬ ▬▬▬ ▬ ▬▬▬▬ ▬▬ ▬ ▬▬▬ ▬ ▬ ▬▬ ▬▬▬ ▬▬ ▬▬▬ ▬ ▬▬▬▬ ▬▬ ▬ ▬▬▬ ▬▬▬▬▬ ▬ ▬ ▬▬ ▬▬▬ ▬ ▬▬▬▬ ▬▬ ▬ ▬▬▬ ▬▬▬▬▬ ▬ ▬▬ ▬▬▬ ▬ ▬ ▬▬▬▬ ▬▬ ▬ ▬▬▬ ▬▬▬▬▬ ▬ ▬▬ ▬▬▬ ▬▬ ▬▬▬ ▬ ▬▬ ▬ ▬▬▬ ▬▬▬▬▬ ▬ ▬▬ ▬▬▬ ▬▬ ▬▬▬ ▬ ▬▬▬▬ ▬▬▬ ▬▬▬▬▬ ▬ ▬▬ ▬▬▬ ▬▬ ▬▬▬ ▬ ▬▬▬▬ ▬▬ ▬ ▬▬ ▬▬ ▬ ▬▬ ▬▬▬ ▬▬ ▬▬▬ ▬ ▬▬▬▬ ▬▬ ▬ ▬▬▬ ▬▬▬▬▬ ▬▬▬ ▬▬ ▬▬▬ ▬ ▬▬▬▬ ▬▬ ▬ ▬▬▬ ▬▬▬▬▬ ▬ ▬▬ ▬ ▬▬▬ ▬ ▬▬▬▬ ▬▬ ▬ ▬▬▬ ▬▬▬▬▬ ▬ ▬▬ ▬▬▬ ▬▬ ▬ ▬▬▬▬ ▬▬ ▬ ▬▬▬ ▬▬▬▬▬ ▬ ▬▬ ▬▬▬ ▬▬ ▬▬▬ ▬ ▬▬ ▬ ▬▬▬ ▬▬▬▬▬ ▬ ▬▬ ▬▬▬ ▬▬ ▬▬▬ ▬ ▬▬▬▬ ▬▬ ▬ ▬▬▬▬▬ ▬ ▬▬ ▬▬▬ ▬▬ ▬▬▬ ▬ ▬▬▬▬ ▬▬ ▬ ▬▬▬ ▬▬ ▬▬ ▬▬▬ ▬▬ ▬▬▬ ▬ ▬▬▬▬ ▬▬ ▬ ▬▬▬ ▬▬▬▬▬ ▬ ▬ ▬▬ ▬▬▬ ▬ ▬▬▬▬ ▬▬ ▬ ▬▬▬ ▬▬▬▬▬ ▬ ▬▬ ▬▬▬ ▬ ▬ ▬▬▬▬ ▬▬ ▬ ▬▬▬ ▬▬▬▬▬ ▬ ▬▬ ▬▬▬ ▬▬ ▬▬▬ ▬ ▬▬ ▬ ▬▬▬ ▬▬▬▬▬ ▬ ▬▬ ▬▬▬ ▬▬ ▬▬▬ ▬ ▬▬▬▬ ▬ ▬▬ ▬▬▬▬▬ ▬ ▬▬ ▬▬▬ ▬▬ ▬▬▬ ▬ ▬▬▬▬ ▬▬ ▬ ▬▬▬ ▬ ▬ ▬▬ ▬▬▬ ▬▬ ▬▬▬ ▬ ▬▬▬▬ ▬▬ ▬ ▬▬▬ ▬▬▬▬▬ ▬▬▬ ▬▬ ▬▬▬ ▬ ▬▬▬▬ ▬▬ ▬ ▬▬▬ ▬▬▬▬▬ ▬ ▬▬ ▬▬ ▬▬▬ ▬ ▬▬▬▬ ▬▬ ▬ ▬▬▬ ▬▬▬▬▬ ▬ ▬▬ ▬▬▬ ▬▬ ▬▬ ▬▬▬ ▬▬ ▬ ▬▬▬ ▬▬▬▬▬ ▬ ▬▬ ▬▬▬ ▬▬ ▬▬▬ ▬ ▬▬▬ ▬ ▬▬▬ ▬▬▬▬▬ ▬ ▬▬ ▬▬▬ ▬▬ ▬▬▬ ▬ ▬▬▬▬ ▬▬ ▬ ▬▬▬▬ ▬ ▬▬ ▬▬▬ ▬▬ ▬▬▬ ▬ ▬▬▬▬ ▬▬ ▬ ▬▬▬ ▬▬▬ ▬▬ ▬▬▬ ▬▬ ▬▬▬ ▬ ▬▬▬▬ ▬▬ ▬ ▬▬▬ ▬▬▬▬▬ ▬ ▬▬ ▬▬ ▬▬▬ ▬ ▬▬▬▬ ▬▬ ▬ ▬▬▬ ▬▬▬▬▬ ▬ ▬▬ ▬▬▬ ▬▬ ▬ ▬▬▬▬ ▬▬ ▬ ▬▬▬ ▬▬▬▬▬ ▬ ▬▬ ▬▬▬ ▬▬ ▬▬▬ ▬ ▬▬ ▬ ▬▬▬ ▬▬▬▬▬ ▬ ▬▬ ▬▬▬ ▬▬ ▬▬▬ ▬ ▬▬▬▬ ▬▬ ▬ ▬▬▬▬▬ ▬ ▬▬ ▬▬▬ ▬▬ ▬▬▬ ▬ ▬▬▬▬ ▬▬ ▬ ▬▬▬ ▬ ▬▬ ▬▬▬ ▬▬ ▬▬▬ ▬ ▬▬▬▬ ▬▬ ▬ ▬▬▬ ▬▬▬▬▬ ▬ ▬▬ ▬▬ ▬▬▬ ▬ ▬▬▬▬ ▬▬ ▬ ▬▬▬ ▬▬▬▬▬ ▬ ▬▬ ▬▬▬ ▬▬ ▬ ▬▬▬▬ ▬▬ ▬ ▬▬▬ ▬▬▬▬▬ ▬ ▬▬ ▬▬▬ ▬▬ ▬▬▬ ▬▬ ▬▬ ▬ ▬▬▬ ▬▬▬▬▬ ▬ ▬▬ ▬▬▬ ▬▬ ▬▬▬ ▬ ▬▬▬▬ ▬▬▬ ▬▬▬▬▬ ▬ ▬▬ ▬▬▬ ▬▬ ▬▬▬ ▬ ▬▬▬▬ ▬▬ ▬ ▬ ▬▬▬ ▬ ▬▬ ▬▬▬ ▬▬ ▬▬▬ ▬ ▬▬▬▬ ▬▬ ▬ ▬▬▬ ▬▬▬▬ ▬ ▬▬▬ ▬▬ ▬▬▬ ▬ ▬▬▬▬ ▬▬ ▬ ▬▬▬ ▬▬▬▬▬ ▬ ▬▬ ▬ ▬▬▬ ▬ ▬▬▬▬ ▬▬ ▬ ▬▬▬ ▬▬▬▬▬ ▬ ▬▬ ▬▬▬ ▬▬ ▬▬▬▬ ▬▬ ▬ ▬▬▬ ▬▬▬▬▬ ▬ ▬▬ ▬▬▬ ▬▬ ▬▬▬ ▬ ▬ ▬ ▬ ▬▬▬ ▬▬▬▬▬ ▬ ▬▬ ▬▬▬ ▬▬ ▬▬▬ ▬ ▬▬▬▬ ▬▬ ▬▬▬▬▬ ▬ ▬▬ ▬▬▬ ▬▬ ▬▬▬ ▬ ▬▬▬▬ ▬▬ ▬ ▬▬▬ ▬ ▬ ▬▬ ▬▬▬ ▬▬ ▬▬▬ ▬ ▬▬▬▬ ▬▬ ▬ ▬▬▬ ▬▬▬▬▬ ▬: [378, 22, 490, 204]
- article-text: ▬▬ ▬▬▬ ▬ ▬▬▬▬ ▬▬ ▬ ▬▬▬ ▬▬▬▬▬ ▬ ▬▬ ▬▬▬ ▬▬ ▬ ▬▬▬▬ ▬▬ ▬ ▬▬▬ ▬▬▬▬▬ ▬ ▬▬ ▬▬▬ ▬▬ ▬▬▬ ▬ ▬▬ ▬ ▬▬▬ ▬▬▬▬▬ ▬ ▬▬ ▬▬▬ ▬▬ ▬▬▬ ▬ ▬▬▬▬ ▬▬ ▬ ▬▬▬▬▬ ▬ ▬▬ ▬▬▬ ▬▬ ▬▬▬ ▬ ▬▬▬▬ ▬▬ ▬ ▬▬▬ ▬ ▬▬ ▬▬▬ ▬▬ ▬▬▬ ▬ ▬▬▬▬ ▬▬ ▬ ▬▬▬ ▬▬▬▬▬ ▬ ▬▬ ▬▬ ▬▬▬ ▬ ▬▬▬▬ ▬▬ ▬ ▬▬▬ ▬▬▬▬▬ ▬ ▬▬ ▬▬▬ ▬▬ ▬ ▬▬▬▬ ▬▬ ▬ ▬▬▬ ▬▬▬▬▬ ▬ ▬▬ ▬▬▬ ▬▬ ▬▬▬ ▬▬ ▬▬ ▬ ▬▬▬ ▬▬▬▬▬ ▬ ▬▬ ▬▬▬ ▬▬ ▬▬▬ ▬ ▬▬▬▬ ▬▬▬ ▬▬▬▬▬ ▬ ▬▬ ▬▬▬ ▬▬ ▬▬▬ ▬ ▬▬▬▬ ▬▬ ▬ ▬ ▬▬▬ ▬ ▬▬ ▬▬▬ ▬▬ ▬▬▬ ▬ ▬▬▬▬ ▬▬ ▬ ▬▬▬ ▬▬▬▬ ▬ ▬▬▬ ▬▬ ▬▬▬ ▬ ▬▬▬▬ ▬▬ ▬ ▬▬▬ ▬▬▬▬▬ ▬ ▬▬ ▬ ▬▬▬ ▬ ▬▬▬▬ ▬▬ ▬ ▬▬▬ ▬▬▬▬▬ ▬ ▬▬ ▬▬▬ ▬▬: [378, 560, 490, 602]
- article-text: ▬▬ ▬▬▬ ▬ ▬▬▬▬ ▬▬ ▬ ▬▬▬ ▬▬▬▬▬ ▬ ▬▬ ▬▬▬ ▬▬ ▬ ▬▬▬▬ ▬▬ ▬ ▬▬▬ ▬▬▬▬▬ ▬ ▬▬ ▬▬▬ ▬▬ ▬▬▬ ▬ ▬▬ ▬ ▬▬▬ ▬▬▬▬▬ ▬ ▬▬ ▬▬▬ ▬▬ ▬▬▬ ▬ ▬▬▬▬ ▬▬ ▬ ▬▬▬▬▬ ▬ ▬▬ ▬▬▬ ▬▬ ▬▬▬ ▬ ▬▬▬▬ ▬▬ ▬ ▬▬▬ ▬ ▬▬ ▬▬▬ ▬▬ ▬▬▬ ▬ ▬▬▬▬ ▬▬ ▬ ▬▬▬ ▬▬▬▬▬ ▬ ▬▬ ▬▬ ▬▬▬ ▬ ▬▬▬▬ ▬▬ ▬ ▬▬▬ ▬▬▬▬▬ ▬ ▬▬ ▬▬▬ ▬▬ ▬ ▬▬▬▬ ▬▬ ▬ ▬▬▬ ▬▬▬▬▬ ▬ ▬▬ ▬▬▬ ▬▬ ▬▬▬ ▬▬ ▬▬ ▬ ▬▬▬ ▬▬▬▬▬ ▬ ▬▬ ▬▬▬ ▬▬ ▬▬▬ ▬ ▬▬▬▬ ▬▬▬ ▬▬▬▬▬ ▬ ▬▬ ▬▬▬ ▬▬ ▬▬▬ ▬ ▬▬▬▬ ▬▬ ▬ ▬ ▬▬▬ ▬ ▬▬ ▬▬▬ ▬▬ ▬▬▬ ▬ ▬▬▬▬ ▬▬ ▬ ▬▬▬ ▬▬▬▬ ▬ ▬▬▬ ▬▬ ▬▬▬ ▬ ▬▬▬▬ ▬▬ ▬ ▬▬▬ ▬▬▬▬▬ ▬ ▬▬ ▬ ▬▬▬ ▬ ▬▬▬▬ ▬▬ ▬ ▬▬▬ ▬▬▬▬▬ ▬ ▬▬ ▬▬▬ ▬▬ ▬▬▬▬ ▬▬ ▬ ▬▬▬ ▬▬▬▬▬ ▬ ▬▬ ▬▬▬ ▬▬ ▬▬▬ ▬ ▬ ▬ ▬ ▬▬▬ ▬▬▬▬▬ ▬ ▬▬ ▬▬▬ ▬▬ ▬▬▬ ▬ ▬▬▬▬ ▬▬ ▬▬▬▬▬ ▬ ▬▬ ▬▬▬ ▬▬ ▬▬▬ ▬ ▬▬▬▬ ▬▬ ▬ ▬▬▬ ▬ ▬ ▬▬ ▬▬▬ ▬▬ ▬▬▬ ▬ ▬▬▬▬ ▬▬ ▬ ▬▬▬ ▬▬▬▬▬ ▬ ▬ ▬▬ ▬▬▬ ▬ ▬▬▬▬ ▬▬ ▬ ▬▬▬ ▬▬▬▬▬ ▬ ▬▬ ▬▬▬ ▬ ▬ ▬▬▬▬ ▬▬ ▬ ▬▬▬ ▬▬▬▬▬ ▬ ▬▬ ▬▬▬ ▬▬ ▬▬▬ ▬ ▬▬ ▬ ▬▬▬ ▬▬▬▬▬ ▬ ▬▬ ▬▬▬ ▬▬ ▬▬▬ ▬ ▬▬▬▬ ▬▬▬ ▬▬▬▬▬ ▬ ▬▬ ▬▬▬ ▬▬ ▬▬▬ ▬ ▬▬▬▬ ▬▬ ▬ ▬▬ ▬▬ ▬ ▬▬ ▬▬▬ ▬▬ ▬▬▬ ▬ ▬▬▬▬ ▬▬ ▬ ▬▬▬ ▬▬▬▬▬ ▬▬▬ ▬▬ ▬▬▬ ▬ ▬▬▬▬ ▬▬ ▬ ▬▬▬ ▬▬▬▬▬ ▬ ▬▬ ▬ ▬▬▬ ▬ ▬▬▬▬ ▬▬ ▬ ▬▬▬ ▬▬▬▬▬ ▬ ▬▬ ▬▬▬ ▬▬ ▬ ▬▬▬▬ ▬▬ ▬ ▬▬▬ ▬▬▬▬▬ ▬ ▬▬ ▬▬▬ ▬▬ ▬▬▬ ▬ ▬▬ ▬ ▬▬▬ ▬▬▬▬▬ ▬ ▬▬ ▬▬▬ ▬▬ ▬▬▬ ▬ ▬▬▬▬ ▬▬ ▬ ▬▬▬▬▬ ▬ ▬▬ ▬▬▬ ▬▬ ▬▬▬ ▬ ▬▬▬▬ ▬▬ ▬ ▬▬▬ ▬▬ ▬▬ ▬▬▬ ▬▬ ▬▬▬ ▬ ▬▬▬▬ ▬▬ ▬ ▬▬▬ ▬▬▬▬▬ ▬ ▬ ▬▬ ▬▬▬ ▬ ▬▬▬▬ ▬▬ ▬ ▬▬▬ ▬▬▬▬▬ ▬ ▬▬ ▬▬▬ ▬ ▬ ▬▬▬▬ ▬▬ ▬ ▬▬▬ ▬▬▬▬▬ ▬ ▬▬ ▬▬▬ ▬▬ ▬▬▬ ▬ ▬▬ ▬ ▬▬▬ ▬▬▬▬▬ ▬ ▬▬ ▬▬▬ ▬▬ ▬▬▬ ▬ ▬▬▬▬ ▬ ▬▬ ▬▬▬▬▬ ▬ ▬▬ ▬▬▬ ▬▬ ▬▬▬ ▬ ▬▬▬▬ ▬▬ ▬ ▬▬▬ ▬ ▬ ▬▬ ▬▬▬ ▬▬ ▬▬▬ ▬ ▬▬▬▬ ▬▬ ▬ ▬▬▬ ▬▬▬▬▬ ▬▬▬ ▬▬ ▬▬▬ ▬ ▬▬▬▬ ▬▬ ▬ ▬▬▬ ▬▬▬▬▬ ▬ ▬▬ ▬▬ ▬▬▬ ▬ ▬▬▬▬ ▬▬ ▬ ▬▬▬ ▬▬▬▬▬ ▬ ▬▬ ▬▬▬ ▬▬ ▬▬ ▬▬▬ ▬▬ ▬ ▬▬▬ ▬▬▬▬▬ ▬ ▬▬ ▬▬▬ ▬▬ ▬▬▬ ▬ ▬▬▬ ▬ ▬▬▬ ▬▬▬▬▬ ▬ ▬▬ ▬▬▬ ▬▬ ▬▬▬ ▬ ▬▬▬▬ ▬▬ ▬ ▬▬▬▬ ▬ ▬▬ ▬▬▬ ▬▬ ▬▬▬ ▬ ▬▬▬▬ ▬▬ ▬ ▬▬▬ ▬▬▬ ▬▬ ▬▬▬ ▬▬ ▬▬▬ ▬ ▬▬▬▬ ▬▬ ▬ ▬▬▬ ▬▬▬▬▬ ▬ ▬▬ ▬▬ ▬▬▬ ▬ ▬▬▬▬ ▬▬ ▬ ▬▬▬ ▬▬▬▬▬ ▬ ▬▬ ▬▬▬ ▬▬ ▬ ▬▬▬▬ ▬▬ ▬ ▬▬▬ ▬▬▬▬▬ ▬ ▬▬ ▬▬▬ ▬▬ ▬▬▬ ▬ ▬▬ ▬ ▬▬▬ ▬▬▬▬▬ ▬ ▬▬ ▬▬▬ ▬▬ ▬▬▬ ▬ ▬▬▬▬ ▬▬ ▬ ▬▬▬▬▬ ▬ ▬▬ ▬▬▬ ▬▬ ▬▬▬ ▬ ▬▬▬▬ ▬▬ ▬ ▬▬▬ ▬ ▬▬ ▬▬▬ ▬▬ ▬▬▬ ▬ ▬▬▬▬ ▬▬ ▬ ▬▬▬ ▬▬▬▬▬ ▬ ▬▬ ▬▬ ▬▬▬ ▬ ▬▬▬▬ ▬▬ ▬ ▬▬▬ ▬▬▬▬▬ ▬ ▬▬ ▬▬▬ ▬▬ ▬ ▬▬▬▬ ▬▬ ▬ ▬▬▬ ▬▬▬▬▬ ▬ ▬▬ ▬▬▬ ▬▬ ▬▬▬ ▬▬ ▬▬ ▬ ▬▬▬ ▬▬▬▬▬ ▬ ▬▬ ▬▬▬ ▬▬ ▬▬▬ ▬ ▬▬▬▬ ▬▬▬ ▬▬▬▬▬ ▬ ▬▬ ▬▬▬ ▬▬ ▬▬▬ ▬ ▬▬▬▬ ▬▬ ▬ ▬ ▬▬▬ ▬ ▬▬ ▬▬▬ ▬▬ ▬▬▬ ▬ ▬▬▬▬ ▬▬ ▬ ▬▬▬ ▬▬▬▬ ▬ ▬▬▬ ▬▬ ▬▬▬ ▬ ▬▬▬▬ ▬▬ ▬ ▬▬▬ ▬▬▬▬▬ ▬ ▬▬ ▬ ▬▬▬ ▬ ▬▬▬▬ ▬▬ ▬ ▬▬▬ ▬▬▬▬▬ ▬ ▬▬ ▬▬▬ ▬▬ ▬▬▬▬ ▬▬ ▬ ▬▬▬ ▬▬▬▬▬ ▬ ▬▬ ▬▬▬ ▬▬ ▬▬▬ ▬ ▬ ▬ ▬ ▬▬▬ ▬▬▬▬▬ ▬ ▬▬ ▬▬▬ ▬▬ ▬▬▬ ▬ ▬▬▬▬ ▬▬ ▬▬▬▬▬ ▬ ▬▬ ▬▬▬ ▬▬ ▬▬▬ ▬ ▬▬▬▬ ▬▬ ▬ ▬▬▬ ▬ ▬ ▬▬ ▬▬▬ ▬▬ ▬▬▬ ▬ ▬▬▬▬ ▬▬ ▬ ▬▬▬ ▬▬▬▬▬ ▬ ▬ ▬▬ ▬▬▬ ▬ ▬▬▬▬ ▬▬ ▬ ▬▬▬ ▬▬▬▬▬ ▬ ▬▬ ▬▬▬ ▬ ▬ ▬▬▬▬ ▬▬ ▬ ▬▬▬ ▬▬▬▬▬ ▬ ▬▬ ▬▬▬ ▬▬ ▬▬▬ ▬ ▬▬ ▬ ▬▬▬ ▬▬▬▬▬ ▬ ▬▬ ▬▬▬ ▬▬ ▬▬▬ ▬ ▬▬▬▬ ▬▬▬ ▬▬▬▬▬ ▬ ▬▬ ▬▬▬ ▬▬ ▬▬▬ ▬ ▬▬▬▬ ▬▬ ▬ ▬▬ ▬▬ ▬ ▬▬ ▬▬▬ ▬▬ ▬▬▬ ▬ ▬▬▬▬ ▬▬ ▬ ▬▬▬ ▬▬▬▬▬ ▬▬▬ ▬▬ ▬▬▬ ▬ ▬▬▬▬ ▬▬ ▬ ▬▬▬ ▬▬▬▬▬ ▬ ▬▬ ▬ ▬▬▬ ▬ ▬▬▬▬ ▬▬ ▬ ▬▬▬ ▬▬▬▬▬ ▬ ▬▬ ▬▬▬ ▬▬ ▬ ▬▬▬▬ ▬▬ ▬ ▬▬▬ ▬▬▬▬▬ ▬ ▬▬ ▬▬▬ ▬▬ ▬▬▬ ▬ ▬▬ ▬ ▬▬▬ ▬▬▬▬▬ ▬ ▬▬ ▬▬▬ ▬▬ ▬▬▬ ▬ ▬▬▬▬ ▬▬ ▬ ▬▬▬▬▬ ▬ ▬▬ ▬▬▬ ▬▬ ▬▬▬ ▬ ▬▬▬▬ ▬▬ ▬ ▬▬▬ ▬▬ ▬▬ ▬▬▬ ▬▬ ▬▬▬ ▬ ▬▬▬▬ ▬▬ ▬ ▬▬▬ ▬▬▬▬▬ ▬ ▬ ▬▬ ▬▬▬ ▬ ▬▬▬▬ ▬▬ ▬ ▬▬▬ ▬▬▬▬▬ ▬ ▬▬ ▬▬▬ ▬ ▬ ▬▬▬▬ ▬▬ ▬ ▬▬▬ ▬▬▬▬▬ ▬ ▬▬ ▬▬▬ ▬▬ ▬▬▬ ▬ ▬▬ ▬ ▬▬▬ ▬▬▬▬▬ ▬ ▬▬ ▬▬▬ ▬▬ ▬▬▬ ▬ ▬▬▬▬ ▬ ▬▬ ▬▬▬▬▬ ▬ ▬▬ ▬▬▬ ▬▬ ▬▬▬ ▬ ▬▬▬▬ ▬▬ ▬ ▬▬▬ ▬ ▬ ▬▬ ▬▬▬ ▬▬ ▬▬▬ ▬ ▬▬▬▬ ▬▬ ▬ ▬▬▬ ▬▬▬▬▬: [260, 423, 369, 669]
- article-headline: Die Wahlrechtsvorlage im Ausschuß.: [144, 24, 246, 43]
- article-text: ▬▬ ▬▬▬ ▬ ▬▬▬▬ ▬▬ ▬ ▬▬▬ ▬▬▬▬▬ ▬ ▬▬ ▬▬▬ ▬▬ ▬ ▬▬▬▬ ▬▬ ▬ ▬▬▬ ▬▬▬▬▬ ▬ ▬▬ ▬▬▬ ▬▬ ▬▬▬ ▬ ▬▬ ▬ ▬▬▬ ▬▬▬▬▬ ▬ ▬▬ ▬▬▬ ▬▬ ▬▬▬ ▬ ▬▬▬▬ ▬▬ ▬ ▬▬▬▬▬ ▬ ▬▬ ▬▬▬ ▬▬ ▬▬▬ ▬ ▬▬▬▬ ▬▬ ▬ ▬▬▬ ▬ ▬▬ ▬▬▬ ▬▬ ▬▬▬ ▬ ▬▬▬▬ ▬▬ ▬ ▬▬▬ ▬▬▬▬▬ ▬ ▬▬ ▬▬ ▬▬▬ ▬ ▬▬▬▬ ▬▬ ▬ ▬▬▬ ▬▬▬▬▬ ▬ ▬▬ ▬▬▬ ▬▬ ▬ ▬▬▬▬ ▬▬ ▬ ▬▬▬ ▬▬▬▬▬ ▬ ▬▬ ▬▬▬ ▬▬ ▬▬▬ ▬▬ ▬▬ ▬ ▬▬▬ ▬▬▬▬▬ ▬ ▬▬ ▬▬▬ ▬▬ ▬▬▬ ▬ ▬▬▬▬ ▬▬▬ ▬▬▬▬▬ ▬ ▬▬ ▬▬▬ ▬▬ ▬▬▬ ▬ ▬▬▬▬ ▬▬ ▬ ▬ ▬▬▬ ▬ ▬▬ ▬▬▬ ▬▬ ▬▬▬ ▬ ▬▬▬▬ ▬▬ ▬ ▬▬▬ ▬▬▬▬ ▬ ▬▬▬ ▬▬ ▬▬▬ ▬ ▬▬▬▬ ▬▬ ▬ ▬▬▬ ▬▬▬▬▬ ▬ ▬▬ ▬ ▬▬▬ ▬ ▬▬▬▬ ▬▬ ▬ ▬▬▬ ▬▬▬▬▬ ▬ ▬▬ ▬▬▬ ▬▬ ▬▬▬▬ ▬▬ ▬ ▬▬▬ ▬▬▬▬▬ ▬ ▬▬ ▬▬▬ ▬▬ ▬▬▬ ▬ ▬ ▬ ▬ ▬▬▬ ▬▬▬▬▬ ▬ ▬▬ ▬▬▬ ▬▬ ▬▬▬ ▬ ▬▬▬▬ ▬▬ ▬▬▬▬▬ ▬ ▬▬ ▬▬▬ ▬▬ ▬▬▬ ▬ ▬▬▬▬ ▬▬ ▬ ▬▬▬ ▬ ▬ ▬▬ ▬▬▬ ▬▬ ▬▬▬ ▬ ▬▬▬▬ ▬▬ ▬ ▬▬▬ ▬▬▬▬▬ ▬ ▬ ▬▬ ▬▬▬ ▬ ▬▬▬▬ ▬▬ ▬ ▬▬▬ ▬▬▬▬▬ ▬ ▬▬ ▬▬▬ ▬ ▬ ▬▬▬▬ ▬▬ ▬ ▬▬▬ ▬▬▬▬▬ ▬ ▬▬ ▬▬▬ ▬▬ ▬▬▬ ▬ ▬▬ ▬ ▬▬▬ ▬▬▬▬▬ ▬ ▬▬ ▬▬▬ ▬▬ ▬▬▬ ▬ ▬▬▬▬ ▬▬▬ ▬▬▬▬▬ ▬ ▬▬ ▬▬▬ ▬▬ ▬▬▬ ▬ ▬▬▬▬ ▬▬ ▬ ▬▬ ▬▬ ▬ ▬▬ ▬▬▬ ▬▬ ▬▬▬ ▬ ▬▬▬▬ ▬▬ ▬ ▬▬▬ ▬▬▬▬▬ ▬▬▬ ▬▬ ▬▬▬ ▬ ▬▬▬▬ ▬▬ ▬ ▬▬▬ ▬▬▬▬▬ ▬ ▬▬ ▬ ▬▬▬ ▬ ▬▬▬▬ ▬▬ ▬ ▬▬▬ ▬▬▬▬▬ ▬ ▬▬ ▬▬▬ ▬▬ ▬ ▬▬▬▬ ▬▬ ▬ ▬▬▬ ▬▬▬▬▬ ▬ ▬▬ ▬▬▬ ▬▬ ▬▬▬ ▬ ▬▬: [14, 421, 130, 503]
- section-heading: Die Verwaltung der Bahn-Anteile während: [22, 506, 122, 519]
- article-headline: Vermischte Nachrichten.: [285, 101, 344, 121]
- newspaper-page: [4, 2, 496, 738]
- article-headline: Die Postschecksumme.: [14, 561, 130, 576]
- article-text: ▬▬ ▬▬▬ ▬ ▬▬▬▬ ▬▬ ▬ ▬▬▬ ▬▬▬▬▬ ▬ ▬▬ ▬▬▬ ▬▬ ▬ ▬▬▬▬ ▬▬ ▬ ▬▬▬ ▬▬▬▬▬ ▬ ▬▬ ▬▬▬ ▬▬ ▬▬▬ ▬ ▬▬ ▬ ▬▬▬ ▬▬▬▬▬ ▬ ▬▬ ▬▬▬ ▬▬ ▬▬▬ ▬ ▬▬▬▬ ▬▬ ▬ ▬▬▬▬▬ ▬ ▬▬ ▬▬▬ ▬▬ ▬▬▬ ▬ ▬▬▬▬ ▬▬ ▬ ▬▬▬ ▬ ▬▬ ▬▬▬ ▬▬ ▬▬▬ ▬ ▬▬▬▬ ▬▬ ▬ ▬▬▬ ▬▬▬▬▬ ▬ ▬▬ ▬▬ ▬▬▬ ▬ ▬▬▬▬ ▬▬ ▬ ▬▬▬ ▬▬▬▬▬ ▬ ▬▬ ▬▬▬ ▬▬ ▬ ▬▬▬▬ ▬▬ ▬ ▬▬▬ ▬▬▬▬▬ ▬ ▬▬ ▬▬▬ ▬▬ ▬▬▬ ▬▬ ▬▬ ▬ ▬▬▬ ▬▬▬▬▬ ▬ ▬▬ ▬▬▬ ▬▬ ▬▬▬ ▬ ▬▬▬▬ ▬▬▬ ▬▬▬▬▬ ▬ ▬▬ ▬▬▬ ▬▬ ▬▬▬ ▬ ▬▬▬▬ ▬▬ ▬ ▬ ▬▬▬ ▬ ▬▬ ▬▬▬ ▬▬ ▬▬▬ ▬ ▬▬▬▬ ▬▬ ▬ ▬▬▬ ▬▬▬▬ ▬ ▬▬▬ ▬▬ ▬▬▬ ▬ ▬▬▬▬ ▬▬ ▬ ▬▬▬ ▬▬▬▬▬ ▬ ▬▬ ▬ ▬▬▬ ▬ ▬▬▬▬ ▬▬ ▬ ▬▬▬ ▬▬▬▬▬ ▬ ▬▬ ▬▬▬ ▬▬ ▬▬▬▬ ▬▬ ▬ ▬▬▬ ▬▬▬▬▬ ▬ ▬▬ ▬▬▬ ▬▬ ▬▬▬ ▬ ▬ ▬ ▬ ▬▬▬ ▬▬▬▬▬ ▬ ▬▬ ▬▬▬ ▬▬ ▬▬▬ ▬ ▬▬▬▬ ▬▬ ▬▬▬▬▬ ▬ ▬▬ ▬▬▬ ▬▬ ▬▬▬ ▬ ▬▬▬▬ ▬▬ ▬ ▬▬▬ ▬ ▬ ▬▬ ▬▬▬ ▬▬ ▬▬▬ ▬ ▬▬▬▬ ▬▬ ▬ ▬▬▬ ▬▬▬▬▬ ▬ ▬ ▬▬ ▬▬▬ ▬ ▬▬▬▬ ▬▬ ▬ ▬▬▬ ▬▬▬▬▬ ▬ ▬▬ ▬▬▬ ▬ ▬ ▬▬▬▬ ▬▬ ▬ ▬▬▬ ▬▬▬▬▬ ▬ ▬▬ ▬▬▬ ▬▬ ▬▬▬ ▬ ▬▬ ▬ ▬▬▬ ▬▬▬▬▬ ▬ ▬▬ ▬▬▬ ▬▬ ▬▬▬ ▬ ▬▬▬▬ ▬▬▬ ▬▬▬▬▬ ▬ ▬▬ ▬▬▬ ▬▬ ▬▬▬ ▬ ▬▬▬▬ ▬▬ ▬ ▬▬: [139, 137, 251, 206]
- page-header: [14, 8, 492, 19]
- article-text: ▬▬ ▬▬▬ ▬ ▬▬▬▬ ▬▬ ▬ ▬▬▬ ▬▬▬▬▬ ▬ ▬▬ ▬▬▬ ▬▬ ▬ ▬▬▬▬ ▬▬ ▬ ▬▬▬ ▬▬▬▬▬ ▬ ▬▬ ▬▬▬ ▬▬ ▬▬▬ ▬ ▬▬ ▬ ▬▬▬ ▬▬▬▬▬ ▬ ▬▬ ▬▬▬ ▬▬ ▬▬▬ ▬ ▬▬▬▬ ▬▬ ▬ ▬▬▬▬▬ ▬ ▬▬ ▬▬▬ ▬▬ ▬▬▬ ▬ ▬▬▬▬ ▬▬ ▬ ▬▬▬ ▬ ▬▬ ▬▬▬ ▬▬ ▬▬▬ ▬ ▬▬▬▬ ▬▬ ▬ ▬▬▬ ▬▬▬▬▬ ▬ ▬▬ ▬▬ ▬▬▬ ▬ ▬▬▬▬ ▬▬ ▬ ▬▬▬ ▬▬▬▬▬ ▬ ▬▬ ▬▬▬ ▬▬ ▬ ▬▬▬▬ ▬▬ ▬ ▬▬▬ ▬▬▬▬▬ ▬ ▬▬ ▬▬▬ ▬▬ ▬▬▬ ▬▬ ▬▬ ▬ ▬▬▬ ▬▬▬▬▬ ▬ ▬▬ ▬▬▬ ▬▬ ▬▬▬ ▬ ▬▬▬▬ ▬▬▬ ▬▬▬▬▬ ▬ ▬▬ ▬▬▬ ▬▬ ▬▬▬ ▬ ▬▬▬▬ ▬▬ ▬ ▬ ▬▬▬ ▬ ▬▬ ▬▬▬ ▬▬ ▬▬▬ ▬ ▬▬▬▬ ▬▬ ▬ ▬▬▬ ▬▬▬▬ ▬ ▬▬▬ ▬▬ ▬▬▬ ▬ ▬▬▬▬ ▬▬ ▬ ▬▬▬ ▬▬▬▬▬ ▬ ▬▬ ▬ ▬▬▬ ▬ ▬▬▬▬ ▬▬ ▬ ▬▬▬ ▬▬▬▬▬ ▬ ▬▬ ▬▬▬ ▬▬ ▬▬▬▬ ▬▬ ▬ ▬▬▬ ▬▬▬▬▬ ▬ ▬▬ ▬▬▬ ▬▬ ▬▬▬ ▬ ▬ ▬ ▬ ▬▬▬ ▬▬▬▬▬ ▬ ▬▬ ▬▬▬ ▬▬ ▬▬▬ ▬ ▬▬▬▬ ▬▬ ▬▬▬▬▬ ▬ ▬▬ ▬▬▬ ▬▬ ▬▬▬ ▬ ▬▬▬▬ ▬▬ ▬ ▬▬▬ ▬ ▬ ▬▬ ▬▬▬ ▬▬ ▬▬▬ ▬ ▬▬▬▬ ▬▬ ▬ ▬▬▬ ▬▬▬▬▬ ▬ ▬ ▬▬ ▬▬▬ ▬ ▬▬▬▬ ▬▬ ▬ ▬▬▬ ▬▬▬▬▬ ▬ ▬▬ ▬▬▬ ▬ ▬ ▬▬▬▬ ▬▬ ▬ ▬▬▬ ▬▬▬▬▬ ▬ ▬▬ ▬▬▬ ▬▬ ▬▬▬ ▬ ▬▬ ▬ ▬▬▬ ▬▬▬▬▬ ▬ ▬▬ ▬▬▬ ▬▬ ▬▬▬ ▬ ▬▬▬▬ ▬▬▬ ▬▬▬▬▬ ▬ ▬▬ ▬▬▬ ▬▬ ▬▬▬ ▬ ▬▬▬▬ ▬▬ ▬ ▬▬ ▬▬ ▬ ▬▬ ▬▬▬ ▬▬ ▬▬▬ ▬ ▬▬▬▬ ▬▬ ▬ ▬▬▬ ▬▬▬▬▬ ▬▬▬ ▬▬ ▬▬▬ ▬ ▬▬▬▬ ▬▬ ▬ ▬▬▬ ▬▬▬▬▬ ▬ ▬▬ ▬: [260, 22, 369, 99]
- page-number: Seite 2. Nummer 50: [14, 8, 86, 16]
- article-text: ▬▬ ▬▬▬ ▬ ▬▬▬▬ ▬▬ ▬ ▬▬▬ ▬▬▬▬▬ ▬ ▬▬ ▬▬▬ ▬▬ ▬ ▬▬▬▬ ▬▬ ▬ ▬▬▬ ▬▬▬▬▬ ▬ ▬▬ ▬▬▬ ▬▬ ▬▬▬ ▬ ▬▬ ▬ ▬▬▬ ▬▬▬▬▬ ▬ ▬▬ ▬▬▬ ▬▬ ▬▬▬ ▬ ▬▬▬▬ ▬▬ ▬ ▬▬▬▬▬ ▬ ▬▬ ▬▬▬ ▬▬ ▬▬▬ ▬ ▬▬▬▬ ▬▬ ▬ ▬▬▬ ▬ ▬▬ ▬▬▬ ▬▬ ▬▬▬ ▬ ▬▬▬▬ ▬▬ ▬ ▬▬▬ ▬▬▬▬▬ ▬ ▬▬ ▬▬ ▬▬▬ ▬ ▬▬▬▬ ▬▬ ▬ ▬▬▬ ▬▬▬▬▬ ▬ ▬▬ ▬▬▬ ▬▬ ▬ ▬▬▬▬ ▬▬ ▬ ▬▬▬ ▬▬▬▬▬ ▬ ▬▬ ▬▬▬ ▬▬ ▬▬▬ ▬▬ ▬▬ ▬ ▬▬▬ ▬▬▬▬▬ ▬ ▬▬ ▬▬▬ ▬▬ ▬▬▬ ▬ ▬▬▬▬ ▬▬▬ ▬▬▬▬▬ ▬ ▬▬ ▬▬▬ ▬▬ ▬▬▬ ▬ ▬▬▬▬ ▬▬ ▬ ▬ ▬▬▬ ▬ ▬▬ ▬▬▬ ▬▬ ▬▬▬ ▬ ▬▬▬▬ ▬▬ ▬ ▬▬▬ ▬▬▬▬ ▬ ▬▬▬ ▬▬ ▬▬▬ ▬ ▬▬▬▬ ▬▬ ▬ ▬▬▬ ▬▬▬▬▬ ▬ ▬▬ ▬ ▬▬▬ ▬ ▬▬▬▬ ▬▬ ▬ ▬▬▬ ▬▬▬▬▬ ▬ ▬▬ ▬▬▬ ▬▬ ▬▬▬▬ ▬▬ ▬ ▬▬▬ ▬▬▬▬▬ ▬ ▬▬ ▬▬▬ ▬▬ ▬▬▬ ▬ ▬ ▬ ▬ ▬▬▬ ▬▬▬▬▬ ▬ ▬▬ ▬▬▬ ▬▬ ▬▬▬ ▬ ▬▬▬▬ ▬▬ ▬▬▬▬▬ ▬ ▬▬ ▬▬▬ ▬▬ ▬▬▬ ▬ ▬▬▬▬ ▬▬ ▬ ▬▬▬ ▬ ▬ ▬▬ ▬▬▬ ▬▬ ▬▬▬ ▬ ▬▬▬▬ ▬▬ ▬ ▬▬▬ ▬▬▬▬▬ ▬ ▬ ▬▬ ▬▬▬ ▬ ▬▬▬▬ ▬▬ ▬ ▬▬▬ ▬▬▬▬▬ ▬ ▬▬ ▬▬▬ ▬ ▬ ▬▬▬▬ ▬▬ ▬ ▬▬▬ ▬▬▬▬▬ ▬ ▬▬ ▬▬▬ ▬▬ ▬▬▬ ▬ ▬▬ ▬ ▬▬▬ ▬▬▬▬▬ ▬ ▬▬ ▬▬▬ ▬▬ ▬▬▬ ▬ ▬▬▬▬ ▬▬▬ ▬▬▬▬▬ ▬ ▬▬ ▬▬▬ ▬▬ ▬▬▬ ▬ ▬▬▬▬ ▬▬ ▬ ▬▬ ▬▬ ▬ ▬▬ ▬▬▬ ▬▬ ▬▬▬ ▬ ▬▬▬▬ ▬▬ ▬ ▬▬▬ ▬▬▬▬▬ ▬▬▬ ▬▬ ▬▬▬ ▬ ▬▬▬▬ ▬▬ ▬ ▬▬▬ ▬▬▬▬▬ ▬ ▬▬ ▬ ▬▬▬ ▬ ▬▬▬▬ ▬▬ ▬ ▬▬▬ ▬▬▬▬▬ ▬ ▬▬ ▬▬▬ ▬▬ ▬ ▬▬▬▬ ▬▬ ▬ ▬▬▬ ▬▬▬▬▬ ▬ ▬▬ ▬▬▬ ▬▬ ▬▬▬ ▬ ▬▬ ▬ ▬▬▬ ▬▬▬▬▬ ▬ ▬▬ ▬▬▬ ▬▬ ▬▬▬ ▬ ▬▬▬▬ ▬▬ ▬ ▬▬▬▬▬ ▬ ▬▬ ▬▬▬ ▬▬ ▬▬▬ ▬ ▬▬▬▬ ▬▬ ▬ ▬▬▬ ▬▬: [139, 492, 251, 583]
